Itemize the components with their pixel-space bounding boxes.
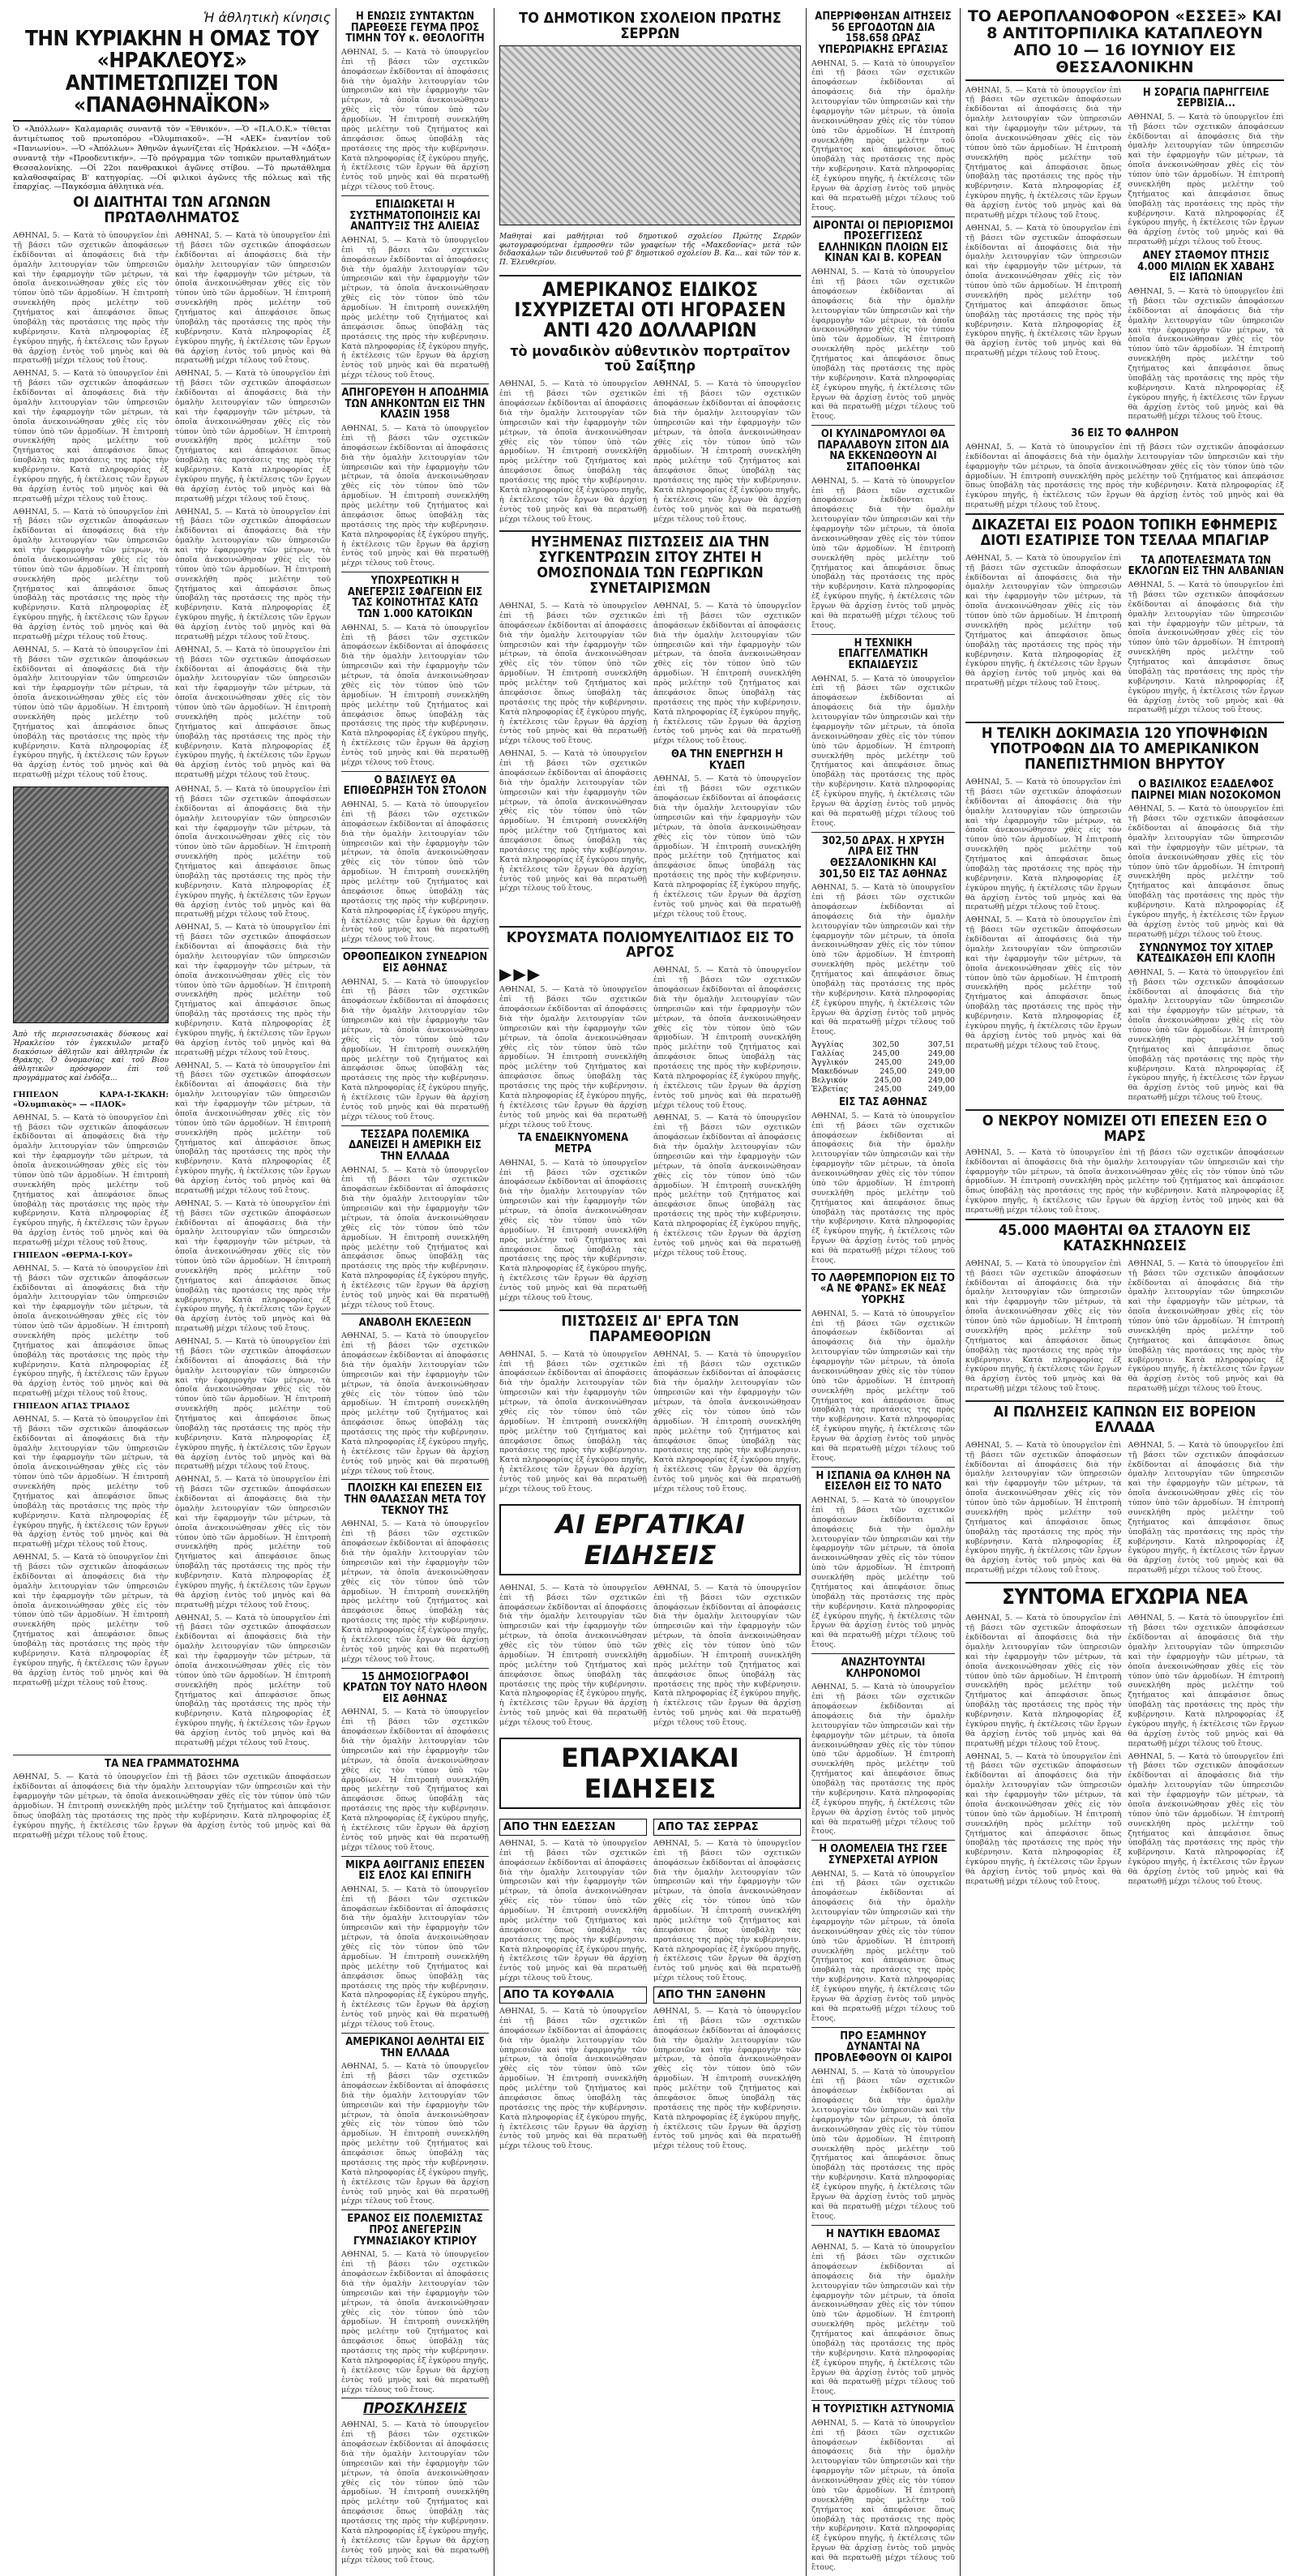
kicker: Ἡ ἀθλητικὴ κίνησις	[203, 10, 331, 25]
price-cell: 249,00	[927, 1085, 955, 1095]
price-cell: 245,00	[880, 1067, 907, 1077]
headline-polio: ΚΡΟΥΣΜΑΤΑ ΠΟΛΙΟΜΥΕΛΙΤΙΔΟΣ ΕΙΣ ΤΟ ΑΡΓΟΣ	[506, 928, 794, 962]
headline-shakespeare: ΑΜΕΡΙΚΑΝΟΣ ΕΙΔΙΚΟΣ ΙΣΧΥΡΙΖΕΤΑΙ ΟΤΙ ΗΓΟΡΑΣΕΝ ΑΝΤΙ 420 ΔΟΛΛΑΡΙΩΝ	[514, 277, 786, 342]
column-news-4: ΑΠΕΡΡΙΦΘΗΣΑΝ ΑΙΤΗΣΕΙΣ 56 ΕΡΓΟΔΟΤΩΝ ΔΙΑ 158.658 ΩΡΑΣ ΥΠΕΡΩΡΙΑΚΗΣ ΕΡΓΑΣΙΑΣ ΑΘΗΝΑΙ, 5. — Κατὰ τὸ ὑπουργεῖον ἐπὶ τῇ βάσει τῶν σχετικῶν ἀποφάσεων ἐκδίδονται αἱ ἀποφάσεις διὰ τὴν ὁμαλὴν λειτουργίαν τῶν ὑπηρεσιῶν καὶ τὴν ἐφαρμογὴν τῶν μέτρων, τὰ ὁποῖα ἀνεκοινώθησαν χθὲς εἰς τὸν τύπον ὑπὸ τῶν ἀρμοδίων. Ἡ ἐπιτροπὴ συνεκλήθη πρὸς μελέτην τοῦ ζητήματος καὶ ἀπεφάσισε ὅπως ὑποβάλῃ τὰς προτάσεις της πρὸς τὴν κυβέρνησιν. Κατὰ πληροφορίας ἐξ ἐγκύρου πηγῆς, ἡ ἐκτέλεσις τῶν ἔργων θὰ ἀρχίσῃ ἐντὸς τοῦ μηνὸς καὶ θὰ περατωθῇ μέχρι τέλους τοῦ ἔτους. ΑΙΡΟΝΤΑΙ ΟΙ ΠΕΡΙΟΡΙΣΜΟΙ ΠΡΟΣΕΓΓΙΣΕΩΣ ΕΛΛΗΝΙΚΩΝ ΠΛΟΙΩΝ ΕΙΣ ΚΙΝΑΝ ΚΑΙ Β. ΚΟΡΕΑΝ ΑΘΗΝΑΙ, 5. — Κατὰ τὸ ὑπουργεῖον ἐπὶ τῇ βάσει τῶν σχετικῶν ἀποφάσεων ἐκδίδονται αἱ ἀποφάσεις διὰ τὴν ὁμαλὴν λειτουργίαν τῶν ὑπηρεσιῶν καὶ τὴν ἐφαρμογὴν τῶν μέτρων, τὰ ὁποῖα ἀνεκοινώθησαν χθὲς εἰς τὸν τύπον ὑπὸ τῶν ἀρμοδίων. Ἡ ἐπιτροπὴ συνεκλήθη πρὸς μελέτην τοῦ ζητήματος καὶ ἀπεφάσισε ὅπως ὑποβάλῃ τὰς προτάσεις της πρὸς τὴν κυβέρνησιν. Κατὰ πληροφορίας ἐξ ἐγκύρου πηγῆς, ἡ ἐκτέλεσις τῶν ἔργων θὰ ἀρχίσῃ ἐντὸς τοῦ μηνὸς καὶ θὰ περατωθῇ μέχρι τέλους τοῦ ἔτους. ΟΙ ΚΥΛΙΝΔΡΟΜΥΛΟΙ ΘΑ ΠΑΡΑΛΑΒΟΥΝ ΣΙΤΟΝ ΔΙΑ ΝΑ ΕΚΚΕΝΩΘΟΥΝ ΑΙ ΣΙΤΑΠΟΘΗΚΑΙ ΑΘΗΝΑΙ, 5. — Κατὰ τὸ ὑπουργεῖον ἐπὶ τῇ βάσει τῶν σχετικῶν ἀποφάσεων ἐκδίδονται αἱ ἀποφάσεις διὰ τὴν ὁμαλὴν λειτουργίαν τῶν ὑπηρεσιῶν καὶ τὴν ἐφαρμογὴν τῶν μέτρων, τὰ ὁποῖα ἀνεκοινώθησαν χθὲς εἰς τὸν τύπον ὑπὸ τῶν ἀρμοδίων. Ἡ ἐπιτροπὴ συνεκλήθη πρὸς μελέτην τοῦ ζητήματος καὶ ἀπεφάσισε ὅπως ὑποβάλῃ τὰς προτάσεις της πρὸς τὴν κυβέρνησιν. Κατὰ πληροφορίας ἐξ ἐγκύρου πηγῆς, ἡ ἐκτέλεσις τῶν ἔργων θὰ ἀρχίσῃ ἐντὸς τοῦ μηνὸς καὶ θὰ περατωθῇ μέχρι τέλους τοῦ ἔτους. Η ΤΕΧΝΙΚΗ ΕΠΑΓΓΕΛΜΑΤΙΚΗ ΕΚΠΑΙΔΕΥΣΙΣ ΑΘΗΝΑΙ, 5. — Κατὰ τὸ ὑπουργεῖον ἐπὶ τῇ βάσει τῶν σχετικῶν ἀποφάσεων ἐκδίδονται αἱ ἀποφάσεις διὰ τὴν ὁμαλὴν λειτουργίαν τῶν ὑπηρεσιῶν καὶ τὴν ἐφαρμογὴν τῶν μέτρων, τὰ ὁποῖα ἀνεκοινώθησαν χθὲς εἰς τὸν τύπον ὑπὸ τῶν ἀρμοδίων. Ἡ ἐπιτροπὴ συνεκλήθη πρὸς μελέτην τοῦ ζητήματος καὶ ἀπεφάσισε ὅπως ὑποβάλῃ τὰς προτάσεις της πρὸς τὴν κυβέρνησιν. Κατὰ πληροφορίας ἐξ ἐγκύρου πηγῆς, ἡ ἐκτέλεσις τῶν ἔργων θὰ ἀρχίσῃ ἐντὸς τοῦ μηνὸς καὶ θὰ περατωθῇ μέχρι τέλους τοῦ ἔτους. 302,50 ΔΡΑΧ. Η ΧΡΥΣΗ ΛΙΡΑ ΕΙΣ ΤΗΝ ΘΕΣΣΑΛΟΝΙΚΗΝ ΚΑΙ 301,50 ΕΙΣ ΤΑΣ ΑΘΗΝΑΣ ΑΘΗΝΑΙ, 5. — Κατὰ τὸ ὑπουργεῖον ἐπὶ τῇ βάσει τῶν σχετικῶν ἀποφάσεων ἐκδίδονται αἱ ἀποφάσεις διὰ τὴν ὁμαλὴν λειτουργίαν τῶν ὑπηρεσιῶν καὶ τὴν ἐφαρμογὴν τῶν μέτρων, τὰ ὁποῖα ἀνεκοινώθησαν χθὲς εἰς τὸν τύπον ὑπὸ τῶν ἀρμοδίων. Ἡ ἐπιτροπὴ συνεκλήθη πρὸς μελέτην τοῦ ζητήματος καὶ ἀπεφάσισε ὅπως ὑποβάλῃ τὰς προτάσεις της πρὸς τὴν κυβέρνησιν. Κατὰ πληροφορίας ἐξ ἐγκύρου πηγῆς, ἡ ἐκτέλεσις τῶν ἔργων θὰ ἀρχίσῃ ἐντὸς τοῦ μηνὸς καὶ θὰ περατωθῇ μέχρι τέλους τοῦ ἔτους. Ἀγγλίας 302,50 307,51 Γαλλίας 245,00 249,00 Ἀγγλικόν 245,00 249,00 Μακεδόνων 245,00 249,00 Βελγικόν 245,00 249,00 Ἑλβετίας 245,00 249,00 ΕΙΣ ΤΑΣ ΑΘΗΝΑΣ ΑΘΗΝΑΙ, 5. — Κατὰ τὸ ὑπουργεῖον ἐπὶ τῇ βάσει τῶν σχετικῶν ἀποφάσεων ἐκδίδονται αἱ ἀποφάσεις διὰ τὴν ὁμαλὴν λειτουργίαν τῶν ὑπηρεσιῶν καὶ τὴν ἐφαρμογὴν τῶν μέτρων, τὰ ὁποῖα ἀνεκοινώθησαν χθὲς εἰς τὸν τύπον ὑπὸ τῶν ἀρμοδίων. Ἡ ἐπιτροπὴ συνεκλήθη πρὸς μελέτην τοῦ ζητήματος καὶ ἀπεφάσισε ὅπως ὑποβάλῃ τὰς προτάσεις της πρὸς τὴν κυβέρνησιν. Κατὰ πληροφορίας ἐξ ἐγκύρου πηγῆς, ἡ ἐκτέλεσις τῶν ἔργων θὰ ἀρχίσῃ ἐντὸς τοῦ μηνὸς καὶ θὰ περατωθῇ μέχρι τέλους τοῦ ἔτους. ΤΟ ΛΑΘΡΕΜΠΟΡΙΟΝ ΕΙΣ ΤΟ «Α ΝΕ ΦΡΑΝΣ» ΕΚ ΝΕΑΣ ΥΟΡΚΗΣ ΑΘΗΝΑΙ, 5. — Κατὰ τὸ ὑπουργεῖον ἐπὶ τῇ βάσει τῶν σχετικῶν ἀποφάσεων ἐκδίδονται αἱ ἀποφάσεις διὰ τὴν ὁμαλὴν λειτουργίαν τῶν ὑπηρεσιῶν καὶ τὴν ἐφαρμογὴν τῶν μέτρων, τὰ ὁποῖα ἀνεκοινώθησαν χθὲς εἰς τὸν τύπον ὑπὸ τῶν ἀρμοδίων. Ἡ ἐπιτροπὴ συνεκλήθη πρὸς μελέτην τοῦ ζητήματος καὶ ἀπεφάσισε ὅπως ὑποβάλῃ τὰς προτάσεις της πρὸς τὴν κυβέρνησιν. Κατὰ πληροφορίας ἐξ ἐγκύρου πηγῆς, ἡ ἐκτέλεσις τῶν ἔργων θὰ ἀρχίσῃ ἐντὸς τοῦ μηνὸς καὶ θὰ περατωθῇ μέχρι τέλους τοῦ ἔτους. Η ΙΣΠΑΝΙΑ ΘΑ ΚΛΗΘΗ ΝΑ ΕΙΣΕΛΘΗ ΕΙΣ ΤΟ ΝΑΤΟ ΑΘΗΝΑΙ, 5. — Κατὰ τὸ ὑπουργεῖον ἐπὶ τῇ βάσει τῶν σχετικῶν ἀποφάσεων ἐκδίδονται αἱ ἀποφάσεις διὰ τὴν ὁμαλὴν λειτουργίαν τῶν ὑπηρεσιῶν καὶ τὴν ἐφαρμογὴν τῶν μέτρων, τὰ ὁποῖα ἀνεκοινώθησαν χθὲς εἰς τὸν τύπον ὑπὸ τῶν ἀρμοδίων. Ἡ ἐπιτροπὴ συνεκλήθη πρὸς μελέτην τοῦ ζητήματος καὶ ἀπεφάσισε ὅπως ὑποβάλῃ τὰς προτάσεις της πρὸς τὴν κυβέρνησιν. Κατὰ πληροφορίας ἐξ ἐγκύρου πηγῆς, ἡ ἐκτέλεσις τῶν ἔργων θὰ ἀρχίσῃ ἐντὸς τοῦ μηνὸς καὶ θὰ περατωθῇ μέχρι τέλους τοῦ ἔτους. ΑΝΑΖΗΤΟΥΝΤΑΙ ΚΛΗΡΟΝΟΜΟΙ ΑΘΗΝΑΙ, 5. — Κατὰ τὸ ὑπουργεῖον ἐπὶ τῇ βάσει τῶν σχετικῶν ἀποφάσεων ἐκδίδονται αἱ ἀποφάσεις διὰ τὴν ὁμαλὴν λειτουργίαν τῶν ὑπηρεσιῶν καὶ τὴν ἐφαρμογὴν τῶν μέτρων, τὰ ὁποῖα ἀνεκοινώθησαν χθὲς εἰς τὸν τύπον ὑπὸ τῶν ἀρμοδίων. Ἡ ἐπιτροπὴ συνεκλήθη πρὸς μελέτην τοῦ ζητήματος καὶ ἀπεφάσισε ὅπως ὑποβάλῃ τὰς προτάσεις της πρὸς τὴν κυβέρνησιν. Κατὰ πληροφορίας ἐξ ἐγκύρου πηγῆς, ἡ ἐκτέλεσις τῶν ἔργων θὰ ἀρχίσῃ ἐντὸς τοῦ μηνὸς καὶ θὰ περατωθῇ μέχρι τέλους τοῦ ἔτους. Η ΟΛΟΜΕΛΕΙΑ ΤΗΣ ΓΣΕΕ ΣΥΝΕΡΧΕΤΑΙ ΑΥΡΙΟΝ ΑΘΗΝΑΙ, 5. — Κατὰ τὸ ὑπουργεῖον ἐπὶ τῇ βάσει τῶν σχετικῶν ἀποφάσεων ἐκδίδονται αἱ ἀποφάσεις διὰ τὴν ὁμαλὴν λειτουργίαν τῶν ὑπηρεσιῶν καὶ τὴν ἐφαρμογὴν τῶν μέτρων, τὰ ὁποῖα ἀνεκοινώθησαν χθὲς εἰς τὸν τύπον ὑπὸ τῶν ἀρμοδίων. Ἡ ἐπιτροπὴ συνεκλήθη πρὸς μελέτην τοῦ ζητήματος καὶ ἀπεφάσισε ὅπως ὑποβάλῃ τὰς προτάσεις της πρὸς τὴν κυβέρνησιν. Κατὰ πληροφορίας ἐξ ἐγκύρου πηγῆς, ἡ ἐκτέλεσις τῶν ἔργων θὰ ἀρχίσῃ ἐντὸς τοῦ μηνὸς καὶ θὰ περατωθῇ μέχρι τέλους τοῦ ἔτους. ΠΡΟ ΕΞΑΜΗΝΟΥ ΔΥΝΑΝΤΑΙ ΝΑ ΠΡΟΒΛΕΦΘΟΥΝ ΟΙ ΚΑΙΡΟΙ ΑΘΗΝΑΙ, 5. — Κατὰ τὸ ὑπουργεῖον ἐπὶ τῇ βάσει τῶν σχετικῶν ἀποφάσεων ἐκδίδονται αἱ ἀποφάσεις διὰ τὴν ὁμαλὴν λειτουργίαν τῶν ὑπηρεσιῶν καὶ τὴν ἐφαρμογὴν τῶν μέτρων, τὰ ὁποῖα ἀνεκοινώθησαν χθὲς εἰς τὸν τύπον ὑπὸ τῶν ἀρμοδίων. Ἡ ἐπιτροπὴ συνεκλήθη πρὸς μελέτην τοῦ ζητήματος καὶ ἀπεφάσισε ὅπως ὑποβάλῃ τὰς προτάσεις της πρὸς τὴν κυβέρνησιν. Κατὰ πληροφορίας ἐξ ἐγκύρου πηγῆς, ἡ ἐκτέλεσις τῶν ἔργων θὰ ἀρχίσῃ ἐντὸς τοῦ μηνὸς καὶ θὰ περατωθῇ μέχρι τέλους τοῦ ἔτους. Η ΝΑΥΤΙΚΗ ΕΒΔΟΜΑΣ ΑΘΗΝΑΙ, 5. — Κατὰ τὸ ὑπουργεῖον ἐπὶ τῇ βάσει τῶν σχετικῶν ἀποφάσεων ἐκδίδονται αἱ ἀποφάσεις διὰ τὴν ὁμαλὴν λειτουργίαν τῶν ὑπηρεσιῶν καὶ τὴν ἐφαρμογὴν τῶν μέτρων, τὰ ὁποῖα ἀνεκοινώθησαν χθὲς εἰς τὸν τύπον ὑπὸ τῶν ἀρμοδίων. Ἡ ἐπιτροπὴ συνεκλήθη πρὸς μελέτην τοῦ ζητήματος καὶ ἀπεφάσισε ὅπως ὑποβάλῃ τὰς προτάσεις της πρὸς τὴν κυβέρνησιν. Κατὰ πληροφορίας ἐξ ἐγκύρου πηγῆς, ἡ ἐκτέλεσις τῶν ἔργων θὰ ἀρχίσῃ ἐντὸς τοῦ μηνὸς καὶ θὰ περατωθῇ μέχρι τέλους τοῦ ἔτους. Η ΤΟΥΡΙΣΤΙΚΗ ΑΣΤΥΝΟΜΙΑ ΑΘΗΝΑΙ, 5. — Κατὰ τὸ ὑπουργεῖον ἐπὶ τῇ βάσει τῶν σχετικῶν ἀποφάσεων ἐκδίδονται αἱ ἀποφάσεις διὰ τὴν ὁμαλὴν λειτουργίαν τῶν ὑπηρεσιῶν καὶ τὴν ἐφαρμογὴν τῶν μέτρων, τὰ ὁποῖα ἀνεκοινώθησαν χθὲς εἰς τὸν τύπον ὑπὸ τῶν ἀρμοδίων. Ἡ ἐπιτροπὴ συνεκλήθη πρὸς μελέτην τοῦ ζητήματος καὶ ἀπεφάσισε ὅπως ὑποβάλῃ τὰς προτάσεις της πρὸς τὴν κυβέρνησιν. Κατὰ πληροφορίας ἐξ ἐγκύρου πηγῆς, ἡ ἐκτέλεσις τῶν ἔργων θὰ ἀρχίσῃ ἐντὸς τοῦ μηνὸς καὶ θὰ περατωθῇ μέχρι τέλους τοῦ ἔτους.	[807, 8, 961, 2576]
headline: ΟΡΘΟΠΕΔΙΚΟΝ ΣΥΝΕΔΡΙΟΝ ΕΙΣ ΑΘΗΝΑΣ	[342, 951, 488, 975]
column-sports: Ἡ ἀθλητικὴ κίνησις ΤΗΝ ΚΥΡΙΑΚΗΝ Η ΟΜΑΣ ΤΟΥ «ΗΡΑΚΛΕΟΥΣ» ΑΝΤΙΜΕΤΩΠΙΖΕΙ ΤΟΝ «ΠΑΝΑΘΗΝΑΪΚΟΝ» Ὁ «Ἀπόλλων» Καλαμαριᾶς συναντᾷ τὸν «Ἐθνικόν». —Ὁ «Π.Α.Ο.Κ.» τίθεται ἀντιμέτωπος τοῦ πρωτοπόρου «Ὀλυμπιακοῦ». —Ἡ «ΑΕΚ» ἐναντίον τοῦ «Πανιωνίου». —Ὁ «Ἀπόλλων» Ἀθηνῶν ἀγωνίζεται εἰς Ἡράκλειον. —Ἡ «Δόξα» συναντᾷ τὴν «Προοδευτικήν». —Τὸ πρόγραμμα τῶν τοπικῶν πρωταθλημάτων Θεσσαλονίκης. —Οἱ 22οι πανθρακικοὶ ἀγῶνες στίβου. —Τὸ πρωτάθλημα καλαθοσφαίρας Β' κατηγορίας. —Οἱ φιλικοὶ ἀγῶνες τῆς πόλεως καὶ τῆς ἐπαρχίας. —Παγκόσμια ἀθλητικὰ νέα. ΟΙ ΔΙΑΙΤΗΤΑΙ ΤΩΝ ΑΓΩΝΩΝ ΠΡΩΤΑΘΛΗΜΑΤΟΣ ΑΘΗΝΑΙ, 5. — Κατὰ τὸ ὑπουργεῖον ἐπὶ τῇ βάσει τῶν σχετικῶν ἀποφάσεων ἐκδίδονται αἱ ἀποφάσεις διὰ τὴν ὁμαλὴν λειτουργίαν τῶν ὑπηρεσιῶν καὶ τὴν ἐφαρμογὴν τῶν μέτρων, τὰ ὁποῖα ἀνεκοινώθησαν χθὲς εἰς τὸν τύπον ὑπὸ τῶν ἀρμοδίων. Ἡ ἐπιτροπὴ συνεκλήθη πρὸς μελέτην τοῦ ζητήματος καὶ ἀπεφάσισε ὅπως ὑποβάλῃ τὰς προτάσεις της πρὸς τὴν κυβέρνησιν. Κατὰ πληροφορίας ἐξ ἐγκύρου πηγῆς, ἡ ἐκτέλεσις τῶν ἔργων θὰ ἀρχίσῃ ἐντὸς τοῦ μηνὸς καὶ θὰ περατωθῇ μέχρι τέλους τοῦ ἔτους. ΑΘΗΝΑΙ, 5. — Κατὰ τὸ ὑπουργεῖον ἐπὶ τῇ βάσει τῶν σχετικῶν ἀποφάσεων ἐκδίδονται αἱ ἀποφάσεις διὰ τὴν ὁμαλὴν λειτουργίαν τῶν ὑπηρεσιῶν καὶ τὴν ἐφαρμογὴν τῶν μέτρων, τὰ ὁποῖα ἀνεκοινώθησαν χθὲς εἰς τὸν τύπον ὑπὸ τῶν ἀρμοδίων. Ἡ ἐπιτροπὴ συνεκλήθη πρὸς μελέτην τοῦ ζητήματος καὶ ἀπεφάσισε ὅπως ὑποβάλῃ τὰς προτάσεις της πρὸς τὴν κυβέρνησιν. Κατὰ πληροφορίας ἐξ ἐγκύρου πηγῆς, ἡ ἐκτέλεσις τῶν ἔργων θὰ ἀρχίσῃ ἐντὸς τοῦ μηνὸς καὶ θὰ περατωθῇ μέχρι τέλους τοῦ ἔτους. ΑΘΗΝΑΙ, 5. — Κατὰ τὸ ὑπουργεῖον ἐπὶ τῇ βάσει τῶν σχετικῶν ἀποφάσεων ἐκδίδονται αἱ ἀποφάσεις διὰ τὴν ὁμαλὴν λειτουργίαν τῶν ὑπηρεσιῶν καὶ τὴν ἐφαρμογὴν τῶν μέτρων, τὰ ὁποῖα ἀνεκοινώθησαν χθὲς εἰς τὸν τύπον ὑπὸ τῶν ἀρμοδίων. Ἡ ἐπιτροπὴ συνεκλήθη πρὸς μελέτην τοῦ ζητήματος καὶ ἀπεφάσισε ὅπως ὑποβάλῃ τὰς προτάσεις της πρὸς τὴν κυβέρνησιν. Κατὰ πληροφορίας ἐξ ἐγκύρου πηγῆς, ἡ ἐκτέλεσις τῶν ἔργων θὰ ἀρχίσῃ ἐντὸς τοῦ μηνὸς καὶ θὰ περατωθῇ μέχρι τέλους τοῦ ἔτους. ΑΘΗΝΑΙ, 5. — Κατὰ τὸ ὑπουργεῖον ἐπὶ τῇ βάσει τῶν σχετικῶν ἀποφάσεων ἐκδίδονται αἱ ἀποφάσεις διὰ τὴν ὁμαλὴν λειτουργίαν τῶν ὑπηρεσιῶν καὶ τὴν ἐφαρμογὴν τῶν μέτρων, τὰ ὁποῖα ἀνεκοινώθησαν χθὲς εἰς τὸν τύπον ὑπὸ τῶν ἀρμοδίων. Ἡ ἐπιτροπὴ συνεκλήθη πρὸς μελέτην τοῦ ζητήματος καὶ ἀπεφάσισε ὅπως ὑποβάλῃ τὰς προτάσεις της πρὸς τὴν κυβέρνησιν. Κατὰ πληροφορίας ἐξ ἐγκύρου πηγῆς, ἡ ἐκτέλεσις τῶν ἔργων θὰ ἀρχίσῃ ἐντὸς τοῦ μηνὸς καὶ θὰ περατωθῇ μέχρι τέλους τοῦ ἔτους. ΑΘΗΝΑΙ, 5. — Κατὰ τὸ ὑπουργεῖον ἐπὶ τῇ βάσει τῶν σχετικῶν ἀποφάσεων ἐκδίδονται αἱ ἀποφάσεις διὰ τὴν ὁμαλὴν λειτουργίαν τῶν ὑπηρεσιῶν καὶ τὴν ἐφαρμογὴν τῶν μέτρων, τὰ ὁποῖα ἀνεκοινώθησαν χθὲς εἰς τὸν τύπον ὑπὸ τῶν ἀρμοδίων. Ἡ ἐπιτροπὴ συνεκλήθη πρὸς μελέτην τοῦ ζητήματος καὶ ἀπεφάσισε ὅπως ὑποβάλῃ τὰς προτάσεις της πρὸς τὴν κυβέρνησιν. Κατὰ πληροφορίας ἐξ ἐγκύρου πηγῆς, ἡ ἐκτέλεσις τῶν ἔργων θὰ ἀρχίσῃ ἐντὸς τοῦ μηνὸς καὶ θὰ περατωθῇ μέχρι τέλους τοῦ ἔτους. ΑΘΗΝΑΙ, 5. — Κατὰ τὸ ὑπουργεῖον ἐπὶ τῇ βάσει τῶν σχετικῶν ἀποφάσεων ἐκδίδονται αἱ ἀποφάσεις διὰ τὴν ὁμαλὴν λειτουργίαν τῶν ὑπηρεσιῶν καὶ τὴν ἐφαρμογὴν τῶν μέτρων, τὰ ὁποῖα ἀνεκοινώθησαν χθὲς εἰς τὸν τύπον ὑπὸ τῶν ἀρμοδίων. Ἡ ἐπιτροπὴ συνεκλήθη πρὸς μελέτην τοῦ ζητήματος καὶ ἀπεφάσισε ὅπως ὑποβάλῃ τὰς προτάσεις της πρὸς τὴν κυβέρνησιν. Κατὰ πληροφορίας ἐξ ἐγκύρου πηγῆς, ἡ ἐκτέλεσις τῶν ἔργων θὰ ἀρχίσῃ ἐντὸς τοῦ μηνὸς καὶ θὰ περατωθῇ μέχρι τέλους τοῦ ἔτους. ΑΘΗΝΑΙ, 5. — Κατὰ τὸ ὑπουργεῖον ἐπὶ τῇ βάσει τῶν σχετικῶν ἀποφάσεων ἐκδίδονται αἱ ἀποφάσεις διὰ τὴν ὁμαλὴν λειτουργίαν τῶν ὑπηρεσιῶν καὶ τὴν ἐφαρμογὴν τῶν μέτρων, τὰ ὁποῖα ἀνεκοινώθησαν χθὲς εἰς τὸν τύπον ὑπὸ τῶν ἀρμοδίων. Ἡ ἐπιτροπὴ συνεκλήθη πρὸς μελέτην τοῦ ζητήματος καὶ ἀπεφάσισε ὅπως ὑποβάλῃ τὰς προτάσεις της πρὸς τὴν κυβέρνησιν. Κατὰ πληροφορίας ἐξ ἐγκύρου πηγῆς, ἡ ἐκτέλεσις τῶν ἔργων θὰ ἀρχίσῃ ἐντὸς τοῦ μηνὸς καὶ θὰ περατωθῇ μέχρι τέλους τοῦ ἔτους. ΑΘΗΝΑΙ, 5. — Κατὰ τὸ ὑπουργεῖον ἐπὶ τῇ βάσει τῶν σχετικῶν ἀποφάσεων ἐκδίδονται αἱ ἀποφάσεις διὰ τὴν ὁμαλὴν λειτουργίαν τῶν ὑπηρεσιῶν καὶ τὴν ἐφαρμογὴν τῶν μέτρων, τὰ ὁποῖα ἀνεκοινώθησαν χθὲς εἰς τὸν τύπον ὑπὸ τῶν ἀρμοδίων. Ἡ ἐπιτροπὴ συνεκλήθη πρὸς μελέτην τοῦ ζητήματος καὶ ἀπεφάσισε ὅπως ὑποβάλῃ τὰς προτάσεις της πρὸς τὴν κυβέρνησιν. Κατὰ πληροφορίας ἐξ ἐγκύρου πηγῆς, ἡ ἐκτέλεσις τῶν ἔργων θὰ ἀρχίσῃ ἐντὸς τοῦ μηνὸς καὶ θὰ περατωθῇ μέχρι τέλους τοῦ ἔτους. Ἀπὸ τῆς περισσευσιακὰς δύσκους καὶ Ἡρακλείου τὸν ἐγκεκυλῶν μεταξὺ διακόσιων ἀθλητῶν καὶ ἀθλητριῶν ἐκ Θράκης. Ὁ ὀνομασίας καὶ τοῦ Βίου ἀθλητικῶν πρόσφορον ἐπὶ τοῦ προγράμματος καὶ ἐνδόξα... ΓΗΠΕΔΟΝ ΚΑΡΑ-Ι-ΣΚΑΚΗ: «Ὀλυμπιακὸς» — «ΠΑΟΚ» ΑΘΗΝΑΙ, 5. — Κατὰ τὸ ὑπουργεῖον ἐπὶ τῇ βάσει τῶν σχετικῶν ἀποφάσεων ἐκδίδονται αἱ ἀποφάσεις διὰ τὴν ὁμαλὴν λειτουργίαν τῶν ὑπηρεσιῶν καὶ τὴν ἐφαρμογὴν τῶν μέτρων, τὰ ὁποῖα ἀνεκοινώθησαν χθὲς εἰς τὸν τύπον ὑπὸ τῶν ἀρμοδίων. Ἡ ἐπιτροπὴ συνεκλήθη πρὸς μελέτην τοῦ ζητήματος καὶ ἀπεφάσισε ὅπως ὑποβάλῃ τὰς προτάσεις της πρὸς τὴν κυβέρνησιν. Κατὰ πληροφορίας ἐξ ἐγκύρου πηγῆς, ἡ ἐκτέλεσις τῶν ἔργων θὰ ἀρχίσῃ ἐντὸς τοῦ μηνὸς καὶ θὰ περατωθῇ μέχρι τέλους τοῦ ἔτους. ΓΗΠΕΔΟΝ «ΘΕΡΜΑ-Ι-ΚΟΥ» ΑΘΗΝΑΙ, 5. — Κατὰ τὸ ὑπουργεῖον ἐπὶ τῇ βάσει τῶν σχετικῶν ἀποφάσεων ἐκδίδονται αἱ ἀποφάσεις διὰ τὴν ὁμαλὴν λειτουργίαν τῶν ὑπηρεσιῶν καὶ τὴν ἐφαρμογὴν τῶν μέτρων, τὰ ὁποῖα ἀνεκοινώθησαν χθὲς εἰς τὸν τύπον ὑπὸ τῶν ἀρμοδίων. Ἡ ἐπιτροπὴ συνεκλήθη πρὸς μελέτην τοῦ ζητήματος καὶ ἀπεφάσισε ὅπως ὑποβάλῃ τὰς προτάσεις της πρὸς τὴν κυβέρνησιν. Κατὰ πληροφορίας ἐξ ἐγκύρου πηγῆς, ἡ ἐκτέλεσις τῶν ἔργων θὰ ἀρχίσῃ ἐντὸς τοῦ μηνὸς καὶ θὰ περατωθῇ μέχρι τέλους τοῦ ἔτους. ΓΗΠΕΔΟΝ ΑΓΙΑΣ ΤΡΙΑΔΟΣ ΑΘΗΝΑΙ, 5. — Κατὰ τὸ ὑπουργεῖον ἐπὶ τῇ βάσει τῶν σχετικῶν ἀποφάσεων ἐκδίδονται αἱ ἀποφάσεις διὰ τὴν ὁμαλὴν λειτουργίαν τῶν ὑπηρεσιῶν καὶ τὴν ἐφαρμογὴν τῶν μέτρων, τὰ ὁποῖα ἀνεκοινώθησαν χθὲς εἰς τὸν τύπον ὑπὸ τῶν ἀρμοδίων. Ἡ ἐπιτροπὴ συνεκλήθη πρὸς μελέτην τοῦ ζητήματος καὶ ἀπεφάσισε ὅπως ὑποβάλῃ τὰς προτάσεις της πρὸς τὴν κυβέρνησιν. Κατὰ πληροφορίας ἐξ ἐγκύρου πηγῆς, ἡ ἐκτέλεσις τῶν ἔργων θὰ ἀρχίσῃ ἐντὸς τοῦ μηνὸς καὶ θὰ περατωθῇ μέχρι τέλους τοῦ ἔτους. ΑΘΗΝΑΙ, 5. — Κατὰ τὸ ὑπουργεῖον ἐπὶ τῇ βάσει τῶν σχετικῶν ἀποφάσεων ἐκδίδονται αἱ ἀποφάσεις διὰ τὴν ὁμαλὴν λειτουργίαν τῶν ὑπηρεσιῶν καὶ τὴν ἐφαρμογὴν τῶν μέτρων, τὰ ὁποῖα ἀνεκοινώθησαν χθὲς εἰς τὸν τύπον ὑπὸ τῶν ἀρμοδίων. Ἡ ἐπιτροπὴ συνεκλήθη πρὸς μελέτην τοῦ ζητήματος καὶ ἀπεφάσισε ὅπως ὑποβάλῃ τὰς προτάσεις της πρὸς τὴν κυβέρνησιν. Κατὰ πληροφορίας ἐξ ἐγκύρου πηγῆς, ἡ ἐκτέλεσις τῶν ἔργων θὰ ἀρχίσῃ ἐντὸς τοῦ μηνὸς καὶ θὰ περατωθῇ μέχρι τέλους τοῦ ἔτους. ΑΘΗΝΑΙ, 5. — Κατὰ τὸ ὑπουργεῖον ἐπὶ τῇ βάσει τῶν σχετικῶν ἀποφάσεων ἐκδίδονται αἱ ἀποφάσεις διὰ τὴν ὁμαλὴν λειτουργίαν τῶν ὑπηρεσιῶν καὶ τὴν ἐφαρμογὴν τῶν μέτρων, τὰ ὁποῖα ἀνεκοινώθησαν χθὲς εἰς τὸν τύπον ὑπὸ τῶν ἀρμοδίων. Ἡ ἐπιτροπὴ συνεκλήθη πρὸς μελέτην τοῦ ζητήματος καὶ ἀπεφάσισε ὅπως ὑποβάλῃ τὰς προτάσεις της πρὸς τὴν κυβέρνησιν. Κατὰ πληροφορίας ἐξ ἐγκύρου πηγῆς, ἡ ἐκτέλεσις τῶν ἔργων θὰ ἀρχίσῃ ἐντὸς τοῦ μηνὸς καὶ θὰ περατωθῇ μέχρι τέλους τοῦ ἔτους. ΑΘΗΝΑΙ, 5. — Κατὰ τὸ ὑπουργεῖον ἐπὶ τῇ βάσει τῶν σχετικῶν ἀποφάσεων ἐκδίδονται αἱ ἀποφάσεις διὰ τὴν ὁμαλὴν λειτουργίαν τῶν ὑπηρεσιῶν καὶ τὴν ἐφαρμογὴν τῶν μέτρων, τὰ ὁποῖα ἀνεκοινώθησαν χθὲς εἰς τὸν τύπον ὑπὸ τῶν ἀρμοδίων. Ἡ ἐπιτροπὴ συνεκλήθη πρὸς μελέτην τοῦ ζητήματος καὶ ἀπεφάσισε ὅπως ὑποβάλῃ τὰς προτάσεις της πρὸς τὴν κυβέρνησιν. Κατὰ πληροφορίας ἐξ ἐγκύρου πηγῆς, ἡ ἐκτέλεσις τῶν ἔργων θὰ ἀρχίσῃ ἐντὸς τοῦ μηνὸς καὶ θὰ περατωθῇ μέχρι τέλους τοῦ ἔτους. ΑΘΗΝΑΙ, 5. — Κατὰ τὸ ὑπουργεῖον ἐπὶ τῇ βάσει τῶν σχετικῶν ἀποφάσεων ἐκδίδονται αἱ ἀποφάσεις διὰ τὴν ὁμαλὴν λειτουργίαν τῶν ὑπηρεσιῶν καὶ τὴν ἐφαρμογὴν τῶν μέτρων, τὰ ὁποῖα ἀνεκοινώθησαν χθὲς εἰς τὸν τύπον ὑπὸ τῶν ἀρμοδίων. Ἡ ἐπιτροπὴ συνεκλήθη πρὸς μελέτην τοῦ ζητήματος καὶ ἀπεφάσισε ὅπως ὑποβάλῃ τὰς προτάσεις της πρὸς τὴν κυβέρνησιν. Κατὰ πληροφορίας ἐξ ἐγκύρου πηγῆς, ἡ ἐκτέλεσις τῶν ἔργων θὰ ἀρχίσῃ ἐντὸς τοῦ μηνὸς καὶ θὰ περατωθῇ μέχρι τέλους τοῦ ἔτους. ΑΘΗΝΑΙ, 5. — Κατὰ τὸ ὑπουργεῖον ἐπὶ τῇ βάσει τῶν σχετικῶν ἀποφάσεων ἐκδίδονται αἱ ἀποφάσεις διὰ τὴν ὁμαλὴν λειτουργίαν τῶν ὑπηρεσιῶν καὶ τὴν ἐφαρμογὴν τῶν μέτρων, τὰ ὁποῖα ἀνεκοινώθησαν χθὲς εἰς τὸν τύπον ὑπὸ τῶν ἀρμοδίων. Ἡ ἐπιτροπὴ συνεκλήθη πρὸς μελέτην τοῦ ζητήματος καὶ ἀπεφάσισε ὅπως ὑποβάλῃ τὰς προτάσεις της πρὸς τὴν κυβέρνησιν. Κατὰ πληροφορίας ἐξ ἐγκύρου πηγῆς, ἡ ἐκτέλεσις τῶν ἔργων θὰ ἀρχίσῃ ἐντὸς τοῦ μηνὸς καὶ θὰ περατωθῇ μέχρι τέλους τοῦ ἔτους. ΑΘΗΝΑΙ, 5. — Κατὰ τὸ ὑπουργεῖον ἐπὶ τῇ βάσει τῶν σχετικῶν ἀποφάσεων ἐκδίδονται αἱ ἀποφάσεις διὰ τὴν ὁμαλὴν λειτουργίαν τῶν ὑπηρεσιῶν καὶ τὴν ἐφαρμογὴν τῶν μέτρων, τὰ ὁποῖα ἀνεκοινώθησαν χθὲς εἰς τὸν τύπον ὑπὸ τῶν ἀρμοδίων. Ἡ ἐπιτροπὴ συνεκλήθη πρὸς μελέτην τοῦ ζητήματος καὶ ἀπεφάσισε ὅπως ὑποβάλῃ τὰς προτάσεις της πρὸς τὴν κυβέρνησιν. Κατὰ πληροφορίας ἐξ ἐγκύρου πηγῆς, ἡ ἐκτέλεσις τῶν ἔργων θὰ ἀρχίσῃ ἐντὸς τοῦ μηνὸς καὶ θὰ περατωθῇ μέχρι τέλους τοῦ ἔτους. ΑΘΗΝΑΙ, 5. — Κατὰ τὸ ὑπουργεῖον ἐπὶ τῇ βάσει τῶν σχετικῶν ἀποφάσεων ἐκδίδονται αἱ ἀποφάσεις διὰ τὴν ὁμαλὴν λειτουργίαν τῶν ὑπηρεσιῶν καὶ τὴν ἐφαρμογὴν τῶν μέτρων, τὰ ὁποῖα ἀνεκοινώθησαν χθὲς εἰς τὸν τύπον ὑπὸ τῶν ἀρμοδίων. Ἡ ἐπιτροπὴ συνεκλήθη πρὸς μελέτην τοῦ ζητήματος καὶ ἀπεφάσισε ὅπως ὑποβάλῃ τὰς προτάσεις της πρὸς τὴν κυβέρνησιν. Κατὰ πληροφορίας ἐξ ἐγκύρου πηγῆς, ἡ ἐκτέλεσις τῶν ἔργων θὰ ἀρχίσῃ ἐντὸς τοῦ μηνὸς καὶ θὰ περατωθῇ μέχρι τέλους τοῦ ἔτους. ΑΘΗΝΑΙ, 5. — Κατὰ τὸ ὑπουργεῖον ἐπὶ τῇ βάσει τῶν σχετικῶν ἀποφάσεων ἐκδίδονται αἱ ἀποφάσεις διὰ τὴν ὁμαλὴν λειτουργίαν τῶν ὑπηρεσιῶν καὶ τὴν ἐφαρμογὴν τῶν μέτρων, τὰ ὁποῖα ἀνεκοινώθησαν χθὲς εἰς τὸν τύπον ὑπὸ τῶν ἀρμοδίων. Ἡ ἐπιτροπὴ συνεκλήθη πρὸς μελέτην τοῦ ζητήματος καὶ ἀπεφάσισε ὅπως ὑποβάλῃ τὰς προτάσεις της πρὸς τὴν κυβέρνησιν. Κατὰ πληροφορίας ἐξ ἐγκύρου πηγῆς, ἡ ἐκτέλεσις τῶν ἔργων θὰ ἀρχίσῃ ἐντὸς τοῦ μηνὸς καὶ θὰ περατωθῇ μέχρι τέλους τοῦ ἔτους. ΤΑ ΝΕΑ ΓΡΑΜΜΑΤΟΣΗΜΑ ΑΘΗΝΑΙ, 5. — Κατὰ τὸ ὑπουργεῖον ἐπὶ τῇ βάσει τῶν σχετικῶν ἀποφάσεων ἐκδίδονται αἱ ἀποφάσεις διὰ τὴν ὁμαλὴν λειτουργίαν τῶν ὑπηρεσιῶν καὶ τὴν ἐφαρμογὴν τῶν μέτρων, τὰ ὁποῖα ἀνεκοινώθησαν χθὲς εἰς τὸν τύπον ὑπὸ τῶν ἀρμοδίων. Ἡ ἐπιτροπὴ συνεκλήθη πρὸς μελέτην τοῦ ζητήματος καὶ ἀπεφάσισε ὅπως ὑποβάλῃ τὰς προτάσεις της πρὸς τὴν κυβέρνησιν. Κατὰ πληροφορίας ἐξ ἐγκύρου πηγῆς, ἡ ἐκτέλεσις τῶν ἔργων θὰ ἀρχίσῃ ἐντὸς τοῦ μηνὸς καὶ θὰ περατωθῇ μέχρι τέλους τοῦ ἔτους.	[8, 8, 336, 2576]
price-row	[811, 1085, 955, 1094]
headline: ΑΝΑΒΟΛΗ ΕΚΛΕΞΕΩΝ	[358, 1316, 472, 1329]
headline-short-news: ΣΥΝΤΟΜΑ ΕΓΧΩΡΙΑ ΝΕΑ	[1002, 1585, 1248, 1610]
headline: ΑΜΕΡΙΚΑΝΟΙ ΑΘΛΗΤΑΙ ΕΙΣ ΤΗΝ ΕΛΛΑΔΑ	[345, 2035, 485, 2060]
section-provincial: ΕΠΑΡΧΙΑΚΑΙ ΕΙΔΗΣΕΙΣ	[499, 1738, 801, 1809]
headline: ΟΙ ΚΥΛΙΝΔΡΟΜΥΛΟΙ ΘΑ ΠΑΡΑΛΑΒΟΥΝ ΣΙΤΟΝ ΔΙΑ ΝΑ ΕΚΚΕΝΩΘΟΥΝ ΑΙ ΣΙΤΑΠΟΘΗΚΑΙ	[817, 428, 949, 474]
section-labor: ΑΙ ΕΡΓΑΤΙΚΑΙ ΕΙΔΗΣΕΙΣ	[499, 1504, 801, 1575]
headline: ΥΠΟΧΡΕΩΤΙΚΗ Η ΑΝΕΓΕΡΣΙΣ ΣΦΑΓΕΙΩΝ ΕΙΣ ΤΑΣ ΚΟΙΝΟΤΗΤΑΣ ΚΑΤΩ ΤΩΝ 1.000 ΚΑΤΟΙΚΩΝ	[347, 575, 483, 621]
headline-mars: Ο ΝΕΚΡΟΥ ΝΟΜΙΖΕΙ ΟΤΙ ΕΠΕΣΕΝ ΕΞΩ Ο ΜΑΡΣ	[982, 1112, 1268, 1145]
headline: 15 ΔΗΜΟΣΙΟΓΡΑΦΟΙ ΚΡΑΤΩΝ ΤΟΥ ΝΑΤΟ ΗΛΘΟΝ ΕΙΣ ΑΘΗΝΑΣ	[342, 1670, 488, 1705]
price-cell: Ἑλβετίας	[811, 1085, 849, 1095]
headline: ΑΠΕΡΡΙΦΘΗΣΑΝ ΑΙΤΗΣΕΙΣ 56 ΕΡΓΟΔΟΤΩΝ ΔΙΑ 158.658 ΩΡΑΣ ΥΠΕΡΩΡΙΑΚΗΣ ΕΡΓΑΣΙΑΣ	[815, 11, 952, 56]
headline: ΑΝΑΖΗΤΟΥΝΤΑΙ ΚΛΗΡΟΝΟΜΟΙ	[841, 1657, 926, 1680]
headline: Η ΤΟΥΡΙΣΤΙΚΗ ΑΣΤΥΝΟΜΙΑ	[812, 2403, 954, 2416]
column-news-2: Η ΕΝΩΣΙΣ ΣΥΝΤΑΚΤΩΝ ΠΑΡΕΘΕΣΕ ΓΕΥΜΑ ΠΡΟΣ ΤΙΜΗΝ ΤΟΥ κ. ΘΕΟΛΟΓΙΤΗ ΑΘΗΝΑΙ, 5. — Κατὰ τὸ ὑπουργεῖον ἐπὶ τῇ βάσει τῶν σχετικῶν ἀποφάσεων ἐκδίδονται αἱ ἀποφάσεις διὰ τὴν ὁμαλὴν λειτουργίαν τῶν ὑπηρεσιῶν καὶ τὴν ἐφαρμογὴν τῶν μέτρων, τὰ ὁποῖα ἀνεκοινώθησαν χθὲς εἰς τὸν τύπον ὑπὸ τῶν ἀρμοδίων. Ἡ ἐπιτροπὴ συνεκλήθη πρὸς μελέτην τοῦ ζητήματος καὶ ἀπεφάσισε ὅπως ὑποβάλῃ τὰς προτάσεις της πρὸς τὴν κυβέρνησιν. Κατὰ πληροφορίας ἐξ ἐγκύρου πηγῆς, ἡ ἐκτέλεσις τῶν ἔργων θὰ ἀρχίσῃ ἐντὸς τοῦ μηνὸς καὶ θὰ περατωθῇ μέχρι τέλους τοῦ ἔτους. ΕΠΙΔΙΩΚΕΤΑΙ Η ΣΥΣΤΗΜΑΤΟΠΟΙΗΣΙΣ ΚΑΙ ΑΝΑΠΤΥΞΙΣ ΤΗΣ ΑΛΙΕΙΑΣ ΑΘΗΝΑΙ, 5. — Κατὰ τὸ ὑπουργεῖον ἐπὶ τῇ βάσει τῶν σχετικῶν ἀποφάσεων ἐκδίδονται αἱ ἀποφάσεις διὰ τὴν ὁμαλὴν λειτουργίαν τῶν ὑπηρεσιῶν καὶ τὴν ἐφαρμογὴν τῶν μέτρων, τὰ ὁποῖα ἀνεκοινώθησαν χθὲς εἰς τὸν τύπον ὑπὸ τῶν ἀρμοδίων. Ἡ ἐπιτροπὴ συνεκλήθη πρὸς μελέτην τοῦ ζητήματος καὶ ἀπεφάσισε ὅπως ὑποβάλῃ τὰς προτάσεις της πρὸς τὴν κυβέρνησιν. Κατὰ πληροφορίας ἐξ ἐγκύρου πηγῆς, ἡ ἐκτέλεσις τῶν ἔργων θὰ ἀρχίσῃ ἐντὸς τοῦ μηνὸς καὶ θὰ περατωθῇ μέχρι τέλους τοῦ ἔτους. ΑΠΗΓΟΡΕΥΘΗ Η ΑΠΟΔΗΜΙΑ ΤΩΝ ΑΝΗΚΟΝΤΩΝ ΕΙΣ ΤΗΝ ΚΛΑΣΙΝ 1958 ΑΘΗΝΑΙ, 5. — Κατὰ τὸ ὑπουργεῖον ἐπὶ τῇ βάσει τῶν σχετικῶν ἀποφάσεων ἐκδίδονται αἱ ἀποφάσεις διὰ τὴν ὁμαλὴν λειτουργίαν τῶν ὑπηρεσιῶν καὶ τὴν ἐφαρμογὴν τῶν μέτρων, τὰ ὁποῖα ἀνεκοινώθησαν χθὲς εἰς τὸν τύπον ὑπὸ τῶν ἀρμοδίων. Ἡ ἐπιτροπὴ συνεκλήθη πρὸς μελέτην τοῦ ζητήματος καὶ ἀπεφάσισε ὅπως ὑποβάλῃ τὰς προτάσεις της πρὸς τὴν κυβέρνησιν. Κατὰ πληροφορίας ἐξ ἐγκύρου πηγῆς, ἡ ἐκτέλεσις τῶν ἔργων θὰ ἀρχίσῃ ἐντὸς τοῦ μηνὸς καὶ θὰ περατωθῇ μέχρι τέλους τοῦ ἔτους. ΥΠΟΧΡΕΩΤΙΚΗ Η ΑΝΕΓΕΡΣΙΣ ΣΦΑΓΕΙΩΝ ΕΙΣ ΤΑΣ ΚΟΙΝΟΤΗΤΑΣ ΚΑΤΩ ΤΩΝ 1.000 ΚΑΤΟΙΚΩΝ ΑΘΗΝΑΙ, 5. — Κατὰ τὸ ὑπουργεῖον ἐπὶ τῇ βάσει τῶν σχετικῶν ἀποφάσεων ἐκδίδονται αἱ ἀποφάσεις διὰ τὴν ὁμαλὴν λειτουργίαν τῶν ὑπηρεσιῶν καὶ τὴν ἐφαρμογὴν τῶν μέτρων, τὰ ὁποῖα ἀνεκοινώθησαν χθὲς εἰς τὸν τύπον ὑπὸ τῶν ἀρμοδίων. Ἡ ἐπιτροπὴ συνεκλήθη πρὸς μελέτην τοῦ ζητήματος καὶ ἀπεφάσισε ὅπως ὑποβάλῃ τὰς προτάσεις της πρὸς τὴν κυβέρνησιν. Κατὰ πληροφορίας ἐξ ἐγκύρου πηγῆς, ἡ ἐκτέλεσις τῶν ἔργων θὰ ἀρχίσῃ ἐντὸς τοῦ μηνὸς καὶ θὰ περατωθῇ μέχρι τέλους τοῦ ἔτους. Ο ΒΑΣΙΛΕΥΣ ΘΑ ΕΠΙΘΕΩΡΗΣΗ ΤΟΝ ΣΤΟΛΟΝ ΑΘΗΝΑΙ, 5. — Κατὰ τὸ ὑπουργεῖον ἐπὶ τῇ βάσει τῶν σχετικῶν ἀποφάσεων ἐκδίδονται αἱ ἀποφάσεις διὰ τὴν ὁμαλὴν λειτουργίαν τῶν ὑπηρεσιῶν καὶ τὴν ἐφαρμογὴν τῶν μέτρων, τὰ ὁποῖα ἀνεκοινώθησαν χθὲς εἰς τὸν τύπον ὑπὸ τῶν ἀρμοδίων. Ἡ ἐπιτροπὴ συνεκλήθη πρὸς μελέτην τοῦ ζητήματος καὶ ἀπεφάσισε ὅπως ὑποβάλῃ τὰς προτάσεις της πρὸς τὴν κυβέρνησιν. Κατὰ πληροφορίας ἐξ ἐγκύρου πηγῆς, ἡ ἐκτέλεσις τῶν ἔργων θὰ ἀρχίσῃ ἐντὸς τοῦ μηνὸς καὶ θὰ περατωθῇ μέχρι τέλους τοῦ ἔτους. ΟΡΘΟΠΕΔΙΚΟΝ ΣΥΝΕΔΡΙΟΝ ΕΙΣ ΑΘΗΝΑΣ ΑΘΗΝΑΙ, 5. — Κατὰ τὸ ὑπουργεῖον ἐπὶ τῇ βάσει τῶν σχετικῶν ἀποφάσεων ἐκδίδονται αἱ ἀποφάσεις διὰ τὴν ὁμαλὴν λειτουργίαν τῶν ὑπηρεσιῶν καὶ τὴν ἐφαρμογὴν τῶν μέτρων, τὰ ὁποῖα ἀνεκοινώθησαν χθὲς εἰς τὸν τύπον ὑπὸ τῶν ἀρμοδίων. Ἡ ἐπιτροπὴ συνεκλήθη πρὸς μελέτην τοῦ ζητήματος καὶ ἀπεφάσισε ὅπως ὑποβάλῃ τὰς προτάσεις της πρὸς τὴν κυβέρνησιν. Κατὰ πληροφορίας ἐξ ἐγκύρου πηγῆς, ἡ ἐκτέλεσις τῶν ἔργων θὰ ἀρχίσῃ ἐντὸς τοῦ μηνὸς καὶ θὰ περατωθῇ μέχρι τέλους τοῦ ἔτους. ΤΕΣΣΑΡΑ ΠΟΛΕΜΙΚΑ ΔΑΝΕΙΖΕΙ Η ΑΜΕΡΙΚΗ ΕΙΣ ΤΗΝ ΕΛΛΑΔΑ ΑΘΗΝΑΙ, 5. — Κατὰ τὸ ὑπουργεῖον ἐπὶ τῇ βάσει τῶν σχετικῶν ἀποφάσεων ἐκδίδονται αἱ ἀποφάσεις διὰ τὴν ὁμαλὴν λειτουργίαν τῶν ὑπηρεσιῶν καὶ τὴν ἐφαρμογὴν τῶν μέτρων, τὰ ὁποῖα ἀνεκοινώθησαν χθὲς εἰς τὸν τύπον ὑπὸ τῶν ἀρμοδίων. Ἡ ἐπιτροπὴ συνεκλήθη πρὸς μελέτην τοῦ ζητήματος καὶ ἀπεφάσισε ὅπως ὑποβάλῃ τὰς προτάσεις της πρὸς τὴν κυβέρνησιν. Κατὰ πληροφορίας ἐξ ἐγκύρου πηγῆς, ἡ ἐκτέλεσις τῶν ἔργων θὰ ἀρχίσῃ ἐντὸς τοῦ μηνὸς καὶ θὰ περατωθῇ μέχρι τέλους τοῦ ἔτους. ΑΝΑΒΟΛΗ ΕΚΛΕΞΕΩΝ ΑΘΗΝΑΙ, 5. — Κατὰ τὸ ὑπουργεῖον ἐπὶ τῇ βάσει τῶν σχετικῶν ἀποφάσεων ἐκδίδονται αἱ ἀποφάσεις διὰ τὴν ὁμαλὴν λειτουργίαν τῶν ὑπηρεσιῶν καὶ τὴν ἐφαρμογὴν τῶν μέτρων, τὰ ὁποῖα ἀνεκοινώθησαν χθὲς εἰς τὸν τύπον ὑπὸ τῶν ἀρμοδίων. Ἡ ἐπιτροπὴ συνεκλήθη πρὸς μελέτην τοῦ ζητήματος καὶ ἀπεφάσισε ὅπως ὑποβάλῃ τὰς προτάσεις της πρὸς τὴν κυβέρνησιν. Κατὰ πληροφορίας ἐξ ἐγκύρου πηγῆς, ἡ ἐκτέλεσις τῶν ἔργων θὰ ἀρχίσῃ ἐντὸς τοῦ μηνὸς καὶ θὰ περατωθῇ μέχρι τέλους τοῦ ἔτους. ΠΛΟΙΣΚΗ ΚΑΙ ΕΠΕΣΕΝ ΕΙΣ ΤΗΝ ΘΑΛΑΣΣΑΝ ΜΕΤΑ ΤΟΥ ΤΕΚΝΟΥ ΤΗΣ ΑΘΗΝΑΙ, 5. — Κατὰ τὸ ὑπουργεῖον ἐπὶ τῇ βάσει τῶν σχετικῶν ἀποφάσεων ἐκδίδονται αἱ ἀποφάσεις διὰ τὴν ὁμαλὴν λειτουργίαν τῶν ὑπηρεσιῶν καὶ τὴν ἐφαρμογὴν τῶν μέτρων, τὰ ὁποῖα ἀνεκοινώθησαν χθὲς εἰς τὸν τύπον ὑπὸ τῶν ἀρμοδίων. Ἡ ἐπιτροπὴ συνεκλήθη πρὸς μελέτην τοῦ ζητήματος καὶ ἀπεφάσισε ὅπως ὑποβάλῃ τὰς προτάσεις της πρὸς τὴν κυβέρνησιν. Κατὰ πληροφορίας ἐξ ἐγκύρου πηγῆς, ἡ ἐκτέλεσις τῶν ἔργων θὰ ἀρχίσῃ ἐντὸς τοῦ μηνὸς καὶ θὰ περατωθῇ μέχρι τέλους τοῦ ἔτους. 15 ΔΗΜΟΣΙΟΓΡΑΦΟΙ ΚΡΑΤΩΝ ΤΟΥ ΝΑΤΟ ΗΛΘΟΝ ΕΙΣ ΑΘΗΝΑΣ ΑΘΗΝΑΙ, 5. — Κατὰ τὸ ὑπουργεῖον ἐπὶ τῇ βάσει τῶν σχετικῶν ἀποφάσεων ἐκδίδονται αἱ ἀποφάσεις διὰ τὴν ὁμαλὴν λειτουργίαν τῶν ὑπηρεσιῶν καὶ τὴν ἐφαρμογὴν τῶν μέτρων, τὰ ὁποῖα ἀνεκοινώθησαν χθὲς εἰς τὸν τύπον ὑπὸ τῶν ἀρμοδίων. Ἡ ἐπιτροπὴ συνεκλήθη πρὸς μελέτην τοῦ ζητήματος καὶ ἀπεφάσισε ὅπως ὑποβάλῃ τὰς προτάσεις της πρὸς τὴν κυβέρνησιν. Κατὰ πληροφορίας ἐξ ἐγκύρου πηγῆς, ἡ ἐκτέλεσις τῶν ἔργων θὰ ἀρχίσῃ ἐντὸς τοῦ μηνὸς καὶ θὰ περατωθῇ μέχρι τέλους τοῦ ἔτους. ΜΙΚΡΑ ΑΘΙΓΓΑΝΙΣ ΕΠΕΣΕΝ ΕΙΣ ΕΛΟΣ ΚΑΙ ΕΠΝΙΓΗ ΑΘΗΝΑΙ, 5. — Κατὰ τὸ ὑπουργεῖον ἐπὶ τῇ βάσει τῶν σχετικῶν ἀποφάσεων ἐκδίδονται αἱ ἀποφάσεις διὰ τὴν ὁμαλὴν λειτουργίαν τῶν ὑπηρεσιῶν καὶ τὴν ἐφαρμογὴν τῶν μέτρων, τὰ ὁποῖα ἀνεκοινώθησαν χθὲς εἰς τὸν τύπον ὑπὸ τῶν ἀρμοδίων. Ἡ ἐπιτροπὴ συνεκλήθη πρὸς μελέτην τοῦ ζητήματος καὶ ἀπεφάσισε ὅπως ὑποβάλῃ τὰς προτάσεις της πρὸς τὴν κυβέρνησιν. Κατὰ πληροφορίας ἐξ ἐγκύρου πηγῆς, ἡ ἐκτέλεσις τῶν ἔργων θὰ ἀρχίσῃ ἐντὸς τοῦ μηνὸς καὶ θὰ περατωθῇ μέχρι τέλους τοῦ ἔτους. ΑΜΕΡΙΚΑΝΟΙ ΑΘΛΗΤΑΙ ΕΙΣ ΤΗΝ ΕΛΛΑΔΑ ΑΘΗΝΑΙ, 5. — Κατὰ τὸ ὑπουργεῖον ἐπὶ τῇ βάσει τῶν σχετικῶν ἀποφάσεων ἐκδίδονται αἱ ἀποφάσεις διὰ τὴν ὁμαλὴν λειτουργίαν τῶν ὑπηρεσιῶν καὶ τὴν ἐφαρμογὴν τῶν μέτρων, τὰ ὁποῖα ἀνεκοινώθησαν χθὲς εἰς τὸν τύπον ὑπὸ τῶν ἀρμοδίων. Ἡ ἐπιτροπὴ συνεκλήθη πρὸς μελέτην τοῦ ζητήματος καὶ ἀπεφάσισε ὅπως ὑποβάλῃ τὰς προτάσεις της πρὸς τὴν κυβέρνησιν. Κατὰ πληροφορίας ἐξ ἐγκύρου πηγῆς, ἡ ἐκτέλεσις τῶν ἔργων θὰ ἀρχίσῃ ἐντὸς τοῦ μηνὸς καὶ θὰ περατωθῇ μέχρι τέλους τοῦ ἔτους. ΕΡΑΝΟΣ ΕΙΣ ΠΟΛΕΜΙΣΤΑΣ ΠΡΟΣ ΑΝΕΓΕΡΣΙΝ ΓΥΜΝΑΣΙΑΚΟΥ ΚΤΙΡΙΟΥ ΑΘΗΝΑΙ, 5. — Κατὰ τὸ ὑπουργεῖον ἐπὶ τῇ βάσει τῶν σχετικῶν ἀποφάσεων ἐκδίδονται αἱ ἀποφάσεις διὰ τὴν ὁμαλὴν λειτουργίαν τῶν ὑπηρεσιῶν καὶ τὴν ἐφαρμογὴν τῶν μέτρων, τὰ ὁποῖα ἀνεκοινώθησαν χθὲς εἰς τὸν τύπον ὑπὸ τῶν ἀρμοδίων. Ἡ ἐπιτροπὴ συνεκλήθη πρὸς μελέτην τοῦ ζητήματος καὶ ἀπεφάσισε ὅπως ὑποβάλῃ τὰς προτάσεις της πρὸς τὴν κυβέρνησιν. Κατὰ πληροφορίας ἐξ ἐγκύρου πηγῆς, ἡ ἐκτέλεσις τῶν ἔργων θὰ ἀρχίσῃ ἐντὸς τοῦ μηνὸς καὶ θὰ περατωθῇ μέχρι τέλους τοῦ ἔτους. ΠΡΟΣΚΛΗΣΕΙΣ ΑΘΗΝΑΙ, 5. — Κατὰ τὸ ὑπουργεῖον ἐπὶ τῇ βάσει τῶν σχετικῶν ἀποφάσεων ἐκδίδονται αἱ ἀποφάσεις διὰ τὴν ὁμαλὴν λειτουργίαν τῶν ὑπηρεσιῶν καὶ τὴν ἐφαρμογὴν τῶν μέτρων, τὰ ὁποῖα ἀνεκοινώθησαν χθὲς εἰς τὸν τύπον ὑπὸ τῶν ἀρμοδίων. Ἡ ἐπιτροπὴ συνεκλήθη πρὸς μελέτην τοῦ ζητήματος καὶ ἀπεφάσισε ὅπως ὑποβάλῃ τὰς προτάσεις της πρὸς τὴν κυβέρνησιν. Κατὰ πληροφορίας ἐξ ἐγκύρου πηγῆς, ἡ ἐκτέλεσις τῶν ἔργων θὰ ἀρχίσῃ ἐντὸς τοῦ μηνὸς καὶ θὰ περατωθῇ μέχρι τέλους τοῦ ἔτους.	[336, 8, 494, 2576]
photo-caption: Ἀπὸ τῆς περισσευσιακὰς δύσκους καὶ Ἡρακλείου τὸν ἐγκεκυλῶν μεταξὺ διακόσιων ἀθλητῶν καὶ ἀθλητριῶν ἐκ Θράκης. Ὁ ὀνομασίας καὶ τοῦ Βίου ἀθλητικῶν πρόσφορον ἐπὶ τοῦ προγράμματος καὶ ἐνδόξα...	[13, 1031, 169, 1083]
headline: Η ΙΣΠΑΝΙΑ ΘΑ ΚΛΗΘΗ ΝΑ ΕΙΣΕΛΘΗ ΕΙΣ ΤΟ ΝΑΤΟ	[815, 1469, 951, 1494]
photo-headline: ΤΟ ΔΗΜΟΤΙΚΟΝ ΣΧΟΛΕΙΟΝ ΠΡΩΤΗΣ ΣΕΡΡΩΝ	[519, 10, 781, 42]
headline-wheat: ΗΥΞΗΜΕΝΑΣ ΠΙΣΤΩΣΕΙΣ ΔΙΑ ΤΗΝ ΣΥΓΚΕΝΤΡΩΣΙΝ ΣΙΤΟΥ ΖΗΤΕΙ Η ΟΜΟΣΠΟΝΔΙΑ ΤΩΝ ΓΕΩΡΓΙΚΩΝ ΣΥΝΕΤΑΙΡΙΣΜΩΝ	[530, 534, 770, 598]
price-row	[811, 1040, 955, 1049]
headline: Η ΝΑΥΤΙΚΗ ΕΒΔΟΜΑΣ	[826, 2227, 940, 2240]
price-cell: 307,51	[927, 1040, 955, 1050]
subhead-referees: ΟΙ ΔΙΑΙΤΗΤΑΙ ΤΩΝ ΑΓΩΝΩΝ ΠΡΩΤΑΘΛΗΜΑΤΟΣ	[73, 194, 271, 227]
headline-tobacco: ΑΙ ΠΩΛΗΣΕΙΣ ΚΑΠΝΩΝ ΕΙΣ ΒΟΡΕΙΟΝ ΕΛΛΑΔΑ	[993, 1404, 1256, 1436]
newspaper-page	[8, 7, 1289, 2572]
photo-school	[499, 45, 801, 225]
headline-sports: ΤΗΝ ΚΥΡΙΑΚΗΝ Η ΟΜΑΣ ΤΟΥ «ΗΡΑΚΛΕΟΥΣ» ΑΝΤΙΜΕΤΩΠΙΖΕΙ ΤΟΝ «ΠΑΝΑΘΗΝΑΪΚΟΝ»	[24, 27, 319, 118]
headline: Η ΤΕΧΝΙΚΗ ΕΠΑΓΓΕΛΜΑΤΙΚΗ ΕΚΠΑΙΔΕΥΣΙΣ	[838, 636, 928, 671]
headline-essex: ΤΟ ΑΕΡΟΠΛΑΝΟΦΟΡΟΝ «ΕΣΣΕΞ» ΚΑΙ 8 ΑΝΤΙΤΟΡΠΙΛΙΚΑ ΚΑΤΑΠΛΕΟΥΝ ΑΠΟ 10 — 16 ΙΟΥΝΙΟΥ ΕΙΣ ΘΕΣΣΑΛΟΝΙΚΗΝ	[965, 8, 1284, 81]
lead-text: Ὁ «Ἀπόλλων» Καλαμαριᾶς συναντᾷ τὸν «Ἐθνικόν». —Ὁ «Π.Α.Ο.Κ.» τίθεται ἀντιμέτωπος τοῦ πρωτοπόρου «Ὀλυμπιακοῦ». —Ἡ «ΑΕΚ» ἐναντίον τοῦ «Πανιωνίου». —Ὁ «Ἀπόλλων» Ἀθηνῶν ἀγωνίζεται εἰς Ἡράκλειον. —Ἡ «Δόξα» συναντᾷ τὴν «Προοδευτικήν». —Τὸ πρόγραμμα τῶν τοπικῶν πρωταθλημάτων Θεσσαλονίκης. —Οἱ 22οι πανθρακικοὶ ἀγῶνες στίβου. —Τὸ πρωτάθλημα καλαθοσφαίρας Β' κατηγορίας. —Οἱ φιλικοὶ ἀγῶνες τῆς πόλεως καὶ τῆς ἐπαρχίας. —Παγκόσμια ἀθλητικὰ νέα.	[13, 125, 331, 192]
headline-beirut: Η ΤΕΛΙΚΗ ΔΟΚΙΜΑΣΙΑ 120 ΥΠΟΨΗΦΙΩΝ ΥΠΟΤΡΟΦΩΝ ΔΙΑ ΤΟ ΑΜΕΡΙΚΑΝΙΚΟΝ ΠΑΝΕΠΙΣΤΗΜΙΟΝ ΒΗΡΥΤΟΥ	[981, 725, 1269, 774]
price-cell: 249,00	[927, 1049, 955, 1059]
headline: ΕΠΙΔΙΩΚΕΤΑΙ Η ΣΥΣΤΗΜΑΤΟΠΟΙΗΣΙΣ ΚΑΙ ΑΝΑΠΤΥΞΙΣ ΤΗΣ ΑΛΙΕΙΑΣ	[349, 199, 481, 234]
headline: ΠΛΟΙΣΚΗ ΚΑΙ ΕΠΕΣΕΝ ΕΙΣ ΤΗΝ ΘΑΛΑΣΣΑΝ ΜΕΤΑ ΤΟΥ ΤΕΚΝΟΥ ΤΗΣ	[344, 1482, 486, 1517]
subhead-shakespeare: τὸ μοναδικὸν αὐθεντικὸν πορτραῖτον τοῦ Σαίξπηρ	[510, 342, 790, 375]
price-cell: Ἀγγλικόν	[811, 1058, 849, 1068]
headline-invitations: ΠΡΟΣΚΛΗΣΕΙΣ	[362, 2400, 468, 2418]
price-cell: Ἀγγλίας	[811, 1040, 844, 1050]
headline: ΤΕΣΣΑΡΑ ΠΟΛΕΜΙΚΑ ΔΑΝΕΙΖΕΙ Η ΑΜΕΡΙΚΗ ΕΙΣ ΤΗΝ ΕΛΛΑΔΑ	[349, 1128, 482, 1163]
price-cell: 245,00	[872, 1049, 900, 1059]
headline: ΑΠΗΓΟΡΕΥΘΗ Η ΑΠΟΔΗΜΙΑ ΤΩΝ ΑΝΗΚΟΝΤΩΝ ΕΙΣ ΤΗΝ ΚΛΑΣΙΝ 1958	[341, 387, 489, 422]
headline-stamps: ΤΑ ΝΕΑ ΓΡΑΜΜΑΤΟΣΗΜΑ	[105, 1757, 239, 1770]
arrow-icons: ▶▶▶	[499, 964, 542, 984]
price-cell: 245,00	[874, 1076, 901, 1086]
price-cell: 249,00	[927, 1076, 955, 1086]
price-cell: Μακεδόνων	[811, 1067, 858, 1077]
price-row	[811, 1067, 955, 1076]
price-row	[811, 1058, 955, 1067]
price-cell: 245,00	[874, 1058, 902, 1068]
headline: ΜΙΚΡΑ ΑΘΙΓΓΑΝΙΣ ΕΠΕΣΕΝ ΕΙΣ ΕΛΟΣ ΚΑΙ ΕΠΝΙΓΗ	[345, 1858, 485, 1883]
headline-border-works: ΠΙΣΤΩΣΕΙΣ ΔΙ' ΕΡΓΑ ΤΩΝ ΠΑΡΑΜΕΘΟΡΙΩΝ	[561, 1312, 739, 1345]
headline: ΑΝΕΥ ΣΤΑΘΜΟΥ ΠΤΗΣΙΣ 4.000 ΜΙΛΙΩΝ ΕΚ ΧΑΒΑΗΣ ΕΙΣ ΙΑΠΩΝΙΑΝ	[1137, 250, 1275, 285]
headline-students: 45.000 ΜΑΘΗΤΑΙ ΘΑ ΣΤΑΛΟΥΝ ΕΙΣ ΚΑΤΑΣΚΗΝΩΣΕΙΣ	[998, 1221, 1252, 1254]
column-news-5: ΤΟ ΑΕΡΟΠΛΑΝΟΦΟΡΟΝ «ΕΣΣΕΞ» ΚΑΙ 8 ΑΝΤΙΤΟΡΠΙΛΙΚΑ ΚΑΤΑΠΛΕΟΥΝ ΑΠΟ 10 — 16 ΙΟΥΝΙΟΥ ΕΙΣ ΘΕΣΣΑΛΟΝΙΚΗΝ ΑΘΗΝΑΙ, 5. — Κατὰ τὸ ὑπουργεῖον ἐπὶ τῇ βάσει τῶν σχετικῶν ἀποφάσεων ἐκδίδονται αἱ ἀποφάσεις διὰ τὴν ὁμαλὴν λειτουργίαν τῶν ὑπηρεσιῶν καὶ τὴν ἐφαρμογὴν τῶν μέτρων, τὰ ὁποῖα ἀνεκοινώθησαν χθὲς εἰς τὸν τύπον ὑπὸ τῶν ἀρμοδίων. Ἡ ἐπιτροπὴ συνεκλήθη πρὸς μελέτην τοῦ ζητήματος καὶ ἀπεφάσισε ὅπως ὑποβάλῃ τὰς προτάσεις της πρὸς τὴν κυβέρνησιν. Κατὰ πληροφορίας ἐξ ἐγκύρου πηγῆς, ἡ ἐκτέλεσις τῶν ἔργων θὰ ἀρχίσῃ ἐντὸς τοῦ μηνὸς καὶ θὰ περατωθῇ μέχρι τέλους τοῦ ἔτους. ΑΘΗΝΑΙ, 5. — Κατὰ τὸ ὑπουργεῖον ἐπὶ τῇ βάσει τῶν σχετικῶν ἀποφάσεων ἐκδίδονται αἱ ἀποφάσεις διὰ τὴν ὁμαλὴν λειτουργίαν τῶν ὑπηρεσιῶν καὶ τὴν ἐφαρμογὴν τῶν μέτρων, τὰ ὁποῖα ἀνεκοινώθησαν χθὲς εἰς τὸν τύπον ὑπὸ τῶν ἀρμοδίων. Ἡ ἐπιτροπὴ συνεκλήθη πρὸς μελέτην τοῦ ζητήματος καὶ ἀπεφάσισε ὅπως ὑποβάλῃ τὰς προτάσεις της πρὸς τὴν κυβέρνησιν. Κατὰ πληροφορίας ἐξ ἐγκύρου πηγῆς, ἡ ἐκτέλεσις τῶν ἔργων θὰ ἀρχίσῃ ἐντὸς τοῦ μηνὸς καὶ θὰ περατωθῇ μέχρι τέλους τοῦ ἔτους. Η ΣΟΡΑΓΙΑ ΠΑΡΗΓΓΕΙΛΕ ΣΕΡΒΙΣΙΑ... ΑΘΗΝΑΙ, 5. — Κατὰ τὸ ὑπουργεῖον ἐπὶ τῇ βάσει τῶν σχετικῶν ἀποφάσεων ἐκδίδονται αἱ ἀποφάσεις διὰ τὴν ὁμαλὴν λειτουργίαν τῶν ὑπηρεσιῶν καὶ τὴν ἐφαρμογὴν τῶν μέτρων, τὰ ὁποῖα ἀνεκοινώθησαν χθὲς εἰς τὸν τύπον ὑπὸ τῶν ἀρμοδίων. Ἡ ἐπιτροπὴ συνεκλήθη πρὸς μελέτην τοῦ ζητήματος καὶ ἀπεφάσισε ὅπως ὑποβάλῃ τὰς προτάσεις της πρὸς τὴν κυβέρνησιν. Κατὰ πληροφορίας ἐξ ἐγκύρου πηγῆς, ἡ ἐκτέλεσις τῶν ἔργων θὰ ἀρχίσῃ ἐντὸς τοῦ μηνὸς καὶ θὰ περατωθῇ μέχρι τέλους τοῦ ἔτους. ΑΝΕΥ ΣΤΑΘΜΟΥ ΠΤΗΣΙΣ 4.000 ΜΙΛΙΩΝ ΕΚ ΧΑΒΑΗΣ ΕΙΣ ΙΑΠΩΝΙΑΝ ΑΘΗΝΑΙ, 5. — Κατὰ τὸ ὑπουργεῖον ἐπὶ τῇ βάσει τῶν σχετικῶν ἀποφάσεων ἐκδίδονται αἱ ἀποφάσεις διὰ τὴν ὁμαλὴν λειτουργίαν τῶν ὑπηρεσιῶν καὶ τὴν ἐφαρμογὴν τῶν μέτρων, τὰ ὁποῖα ἀνεκοινώθησαν χθὲς εἰς τὸν τύπον ὑπὸ τῶν ἀρμοδίων. Ἡ ἐπιτροπὴ συνεκλήθη πρὸς μελέτην τοῦ ζητήματος καὶ ἀπεφάσισε ὅπως ὑποβάλῃ τὰς προτάσεις της πρὸς τὴν κυβέρνησιν. Κατὰ πληροφορίας ἐξ ἐγκύρου πηγῆς, ἡ ἐκτέλεσις τῶν ἔργων θὰ ἀρχίσῃ ἐντὸς τοῦ μηνὸς καὶ θὰ περατωθῇ μέχρι τέλους τοῦ ἔτους. 36 ΕΙΣ ΤΟ ΦΑΛΗΡΟΝ ΑΘΗΝΑΙ, 5. — Κατὰ τὸ ὑπουργεῖον ἐπὶ τῇ βάσει τῶν σχετικῶν ἀποφάσεων ἐκδίδονται αἱ ἀποφάσεις διὰ τὴν ὁμαλὴν λειτουργίαν τῶν ὑπηρεσιῶν καὶ τὴν ἐφαρμογὴν τῶν μέτρων, τὰ ὁποῖα ἀνεκοινώθησαν χθὲς εἰς τὸν τύπον ὑπὸ τῶν ἀρμοδίων. Ἡ ἐπιτροπὴ συνεκλήθη πρὸς μελέτην τοῦ ζητήματος καὶ ἀπεφάσισε ὅπως ὑποβάλῃ τὰς προτάσεις της πρὸς τὴν κυβέρνησιν. Κατὰ πληροφορίας ἐξ ἐγκύρου πηγῆς, ἡ ἐκτέλεσις τῶν ἔργων θὰ ἀρχίσῃ ἐντὸς τοῦ μηνὸς καὶ θὰ περατωθῇ μέχρι τέλους τοῦ ἔτους. ΔΙΚΑΖΕΤΑΙ ΕΙΣ ΡΟΔΟΝ ΤΟΠΙΚΗ ΕΦΗΜΕΡΙΣ ΔΙΟΤΙ ΕΣΑΤΙΡΙΣΕ ΤΟΝ ΤΣΕΛΑΑ ΜΠΑΓΙΑΡ ΑΘΗΝΑΙ, 5. — Κατὰ τὸ ὑπουργεῖον ἐπὶ τῇ βάσει τῶν σχετικῶν ἀποφάσεων ἐκδίδονται αἱ ἀποφάσεις διὰ τὴν ὁμαλὴν λειτουργίαν τῶν ὑπηρεσιῶν καὶ τὴν ἐφαρμογὴν τῶν μέτρων, τὰ ὁποῖα ἀνεκοινώθησαν χθὲς εἰς τὸν τύπον ὑπὸ τῶν ἀρμοδίων. Ἡ ἐπιτροπὴ συνεκλήθη πρὸς μελέτην τοῦ ζητήματος καὶ ἀπεφάσισε ὅπως ὑποβάλῃ τὰς προτάσεις της πρὸς τὴν κυβέρνησιν. Κατὰ πληροφορίας ἐξ ἐγκύρου πηγῆς, ἡ ἐκτέλεσις τῶν ἔργων θὰ ἀρχίσῃ ἐντὸς τοῦ μηνὸς καὶ θὰ περατωθῇ μέχρι τέλους τοῦ ἔτους. ΤΑ ΑΠΟΤΕΛΕΣΜΑΤΑ ΤΩΝ ΕΚΛΟΓΩΝ ΕΙΣ ΤΗΝ ΑΛΒΑΝΙΑΝ ΑΘΗΝΑΙ, 5. — Κατὰ τὸ ὑπουργεῖον ἐπὶ τῇ βάσει τῶν σχετικῶν ἀποφάσεων ἐκδίδονται αἱ ἀποφάσεις διὰ τὴν ὁμαλὴν λειτουργίαν τῶν ὑπηρεσιῶν καὶ τὴν ἐφαρμογὴν τῶν μέτρων, τὰ ὁποῖα ἀνεκοινώθησαν χθὲς εἰς τὸν τύπον ὑπὸ τῶν ἀρμοδίων. Ἡ ἐπιτροπὴ συνεκλήθη πρὸς μελέτην τοῦ ζητήματος καὶ ἀπεφάσισε ὅπως ὑποβάλῃ τὰς προτάσεις της πρὸς τὴν κυβέρνησιν. Κατὰ πληροφορίας ἐξ ἐγκύρου πηγῆς, ἡ ἐκτέλεσις τῶν ἔργων θὰ ἀρχίσῃ ἐντὸς τοῦ μηνὸς καὶ θὰ περατωθῇ μέχρι τέλους τοῦ ἔτους. Η ΤΕΛΙΚΗ ΔΟΚΙΜΑΣΙΑ 120 ΥΠΟΨΗΦΙΩΝ ΥΠΟΤΡΟΦΩΝ ΔΙΑ ΤΟ ΑΜΕΡΙΚΑΝΙΚΟΝ ΠΑΝΕΠΙΣΤΗΜΙΟΝ ΒΗΡΥΤΟΥ ΑΘΗΝΑΙ, 5. — Κατὰ τὸ ὑπουργεῖον ἐπὶ τῇ βάσει τῶν σχετικῶν ἀποφάσεων ἐκδίδονται αἱ ἀποφάσεις διὰ τὴν ὁμαλὴν λειτουργίαν τῶν ὑπηρεσιῶν καὶ τὴν ἐφαρμογὴν τῶν μέτρων, τὰ ὁποῖα ἀνεκοινώθησαν χθὲς εἰς τὸν τύπον ὑπὸ τῶν ἀρμοδίων. Ἡ ἐπιτροπὴ συνεκλήθη πρὸς μελέτην τοῦ ζητήματος καὶ ἀπεφάσισε ὅπως ὑποβάλῃ τὰς προτάσεις της πρὸς τὴν κυβέρνησιν. Κατὰ πληροφορίας ἐξ ἐγκύρου πηγῆς, ἡ ἐκτέλεσις τῶν ἔργων θὰ ἀρχίσῃ ἐντὸς τοῦ μηνὸς καὶ θὰ περατωθῇ μέχρι τέλους τοῦ ἔτους. ΑΘΗΝΑΙ, 5. — Κατὰ τὸ ὑπουργεῖον ἐπὶ τῇ βάσει τῶν σχετικῶν ἀποφάσεων ἐκδίδονται αἱ ἀποφάσεις διὰ τὴν ὁμαλὴν λειτουργίαν τῶν ὑπηρεσιῶν καὶ τὴν ἐφαρμογὴν τῶν μέτρων, τὰ ὁποῖα ἀνεκοινώθησαν χθὲς εἰς τὸν τύπον ὑπὸ τῶν ἀρμοδίων. Ἡ ἐπιτροπὴ συνεκλήθη πρὸς μελέτην τοῦ ζητήματος καὶ ἀπεφάσισε ὅπως ὑποβάλῃ τὰς προτάσεις της πρὸς τὴν κυβέρνησιν. Κατὰ πληροφορίας ἐξ ἐγκύρου πηγῆς, ἡ ἐκτέλεσις τῶν ἔργων θὰ ἀρχίσῃ ἐντὸς τοῦ μηνὸς καὶ θὰ περατωθῇ μέχρι τέλους τοῦ ἔτους. Ο ΒΑΣΙΛΙΚΟΣ ΕΞΑΔΕΛΦΟΣ ΠΑΙΡΝΕΙ ΜΙΑΝ ΝΟΣΟΚΟΜΟΝ ΑΘΗΝΑΙ, 5. — Κατὰ τὸ ὑπουργεῖον ἐπὶ τῇ βάσει τῶν σχετικῶν ἀποφάσεων ἐκδίδονται αἱ ἀποφάσεις διὰ τὴν ὁμαλὴν λειτουργίαν τῶν ὑπηρεσιῶν καὶ τὴν ἐφαρμογὴν τῶν μέτρων, τὰ ὁποῖα ἀνεκοινώθησαν χθὲς εἰς τὸν τύπον ὑπὸ τῶν ἀρμοδίων. Ἡ ἐπιτροπὴ συνεκλήθη πρὸς μελέτην τοῦ ζητήματος καὶ ἀπεφάσισε ὅπως ὑποβάλῃ τὰς προτάσεις της πρὸς τὴν κυβέρνησιν. Κατὰ πληροφορίας ἐξ ἐγκύρου πηγῆς, ἡ ἐκτέλεσις τῶν ἔργων θὰ ἀρχίσῃ ἐντὸς τοῦ μηνὸς καὶ θὰ περατωθῇ μέχρι τέλους τοῦ ἔτους. ΣΥΝΩΝΥΜΟΣ ΤΟΥ ΧΙΤΛΕΡ ΚΑΤΕΔΙΚΑΣΘΗ ΕΠΙ ΚΛΟΠΗ ΑΘΗΝΑΙ, 5. — Κατὰ τὸ ὑπουργεῖον ἐπὶ τῇ βάσει τῶν σχετικῶν ἀποφάσεων ἐκδίδονται αἱ ἀποφάσεις διὰ τὴν ὁμαλὴν λειτουργίαν τῶν ὑπηρεσιῶν καὶ τὴν ἐφαρμογὴν τῶν μέτρων, τὰ ὁποῖα ἀνεκοινώθησαν χθὲς εἰς τὸν τύπον ὑπὸ τῶν ἀρμοδίων. Ἡ ἐπιτροπὴ συνεκλήθη πρὸς μελέτην τοῦ ζητήματος καὶ ἀπεφάσισε ὅπως ὑποβάλῃ τὰς προτάσεις της πρὸς τὴν κυβέρνησιν. Κατὰ πληροφορίας ἐξ ἐγκύρου πηγῆς, ἡ ἐκτέλεσις τῶν ἔργων θὰ ἀρχίσῃ ἐντὸς τοῦ μηνὸς καὶ θὰ περατωθῇ μέχρι τέλους τοῦ ἔτους. Ο ΝΕΚΡΟΥ ΝΟΜΙΖΕΙ ΟΤΙ ΕΠΕΣΕΝ ΕΞΩ Ο ΜΑΡΣ ΑΘΗΝΑΙ, 5. — Κατὰ τὸ ὑπουργεῖον ἐπὶ τῇ βάσει τῶν σχετικῶν ἀποφάσεων ἐκδίδονται αἱ ἀποφάσεις διὰ τὴν ὁμαλὴν λειτουργίαν τῶν ὑπηρεσιῶν καὶ τὴν ἐφαρμογὴν τῶν μέτρων, τὰ ὁποῖα ἀνεκοινώθησαν χθὲς εἰς τὸν τύπον ὑπὸ τῶν ἀρμοδίων. Ἡ ἐπιτροπὴ συνεκλήθη πρὸς μελέτην τοῦ ζητήματος καὶ ἀπεφάσισε ὅπως ὑποβάλῃ τὰς προτάσεις της πρὸς τὴν κυβέρνησιν. Κατὰ πληροφορίας ἐξ ἐγκύρου πηγῆς, ἡ ἐκτέλεσις τῶν ἔργων θὰ ἀρχίσῃ ἐντὸς τοῦ μηνὸς καὶ θὰ περατωθῇ μέχρι τέλους τοῦ ἔτους. 45.000 ΜΑΘΗΤΑΙ ΘΑ ΣΤΑΛΟΥΝ ΕΙΣ ΚΑΤΑΣΚΗΝΩΣΕΙΣ ΑΘΗΝΑΙ, 5. — Κατὰ τὸ ὑπουργεῖον ἐπὶ τῇ βάσει τῶν σχετικῶν ἀποφάσεων ἐκδίδονται αἱ ἀποφάσεις διὰ τὴν ὁμαλὴν λειτουργίαν τῶν ὑπηρεσιῶν καὶ τὴν ἐφαρμογὴν τῶν μέτρων, τὰ ὁποῖα ἀνεκοινώθησαν χθὲς εἰς τὸν τύπον ὑπὸ τῶν ἀρμοδίων. Ἡ ἐπιτροπὴ συνεκλήθη πρὸς μελέτην τοῦ ζητήματος καὶ ἀπεφάσισε ὅπως ὑποβάλῃ τὰς προτάσεις της πρὸς τὴν κυβέρνησιν. Κατὰ πληροφορίας ἐξ ἐγκύρου πηγῆς, ἡ ἐκτέλεσις τῶν ἔργων θὰ ἀρχίσῃ ἐντὸς τοῦ μηνὸς καὶ θὰ περατωθῇ μέχρι τέλους τοῦ ἔτους. ΑΘΗΝΑΙ, 5. — Κατὰ τὸ ὑπουργεῖον ἐπὶ τῇ βάσει τῶν σχετικῶν ἀποφάσεων ἐκδίδονται αἱ ἀποφάσεις διὰ τὴν ὁμαλὴν λειτουργίαν τῶν ὑπηρεσιῶν καὶ τὴν ἐφαρμογὴν τῶν μέτρων, τὰ ὁποῖα ἀνεκοινώθησαν χθὲς εἰς τὸν τύπον ὑπὸ τῶν ἀρμοδίων. Ἡ ἐπιτροπὴ συνεκλήθη πρὸς μελέτην τοῦ ζητήματος καὶ ἀπεφάσισε ὅπως ὑποβάλῃ τὰς προτάσεις της πρὸς τὴν κυβέρνησιν. Κατὰ πληροφορίας ἐξ ἐγκύρου πηγῆς, ἡ ἐκτέλεσις τῶν ἔργων θὰ ἀρχίσῃ ἐντὸς τοῦ μηνὸς καὶ θὰ περατωθῇ μέχρι τέλους τοῦ ἔτους. ΑΙ ΠΩΛΗΣΕΙΣ ΚΑΠΝΩΝ ΕΙΣ ΒΟΡΕΙΟΝ ΕΛΛΑΔΑ ΑΘΗΝΑΙ, 5. — Κατὰ τὸ ὑπουργεῖον ἐπὶ τῇ βάσει τῶν σχετικῶν ἀποφάσεων ἐκδίδονται αἱ ἀποφάσεις διὰ τὴν ὁμαλὴν λειτουργίαν τῶν ὑπηρεσιῶν καὶ τὴν ἐφαρμογὴν τῶν μέτρων, τὰ ὁποῖα ἀνεκοινώθησαν χθὲς εἰς τὸν τύπον ὑπὸ τῶν ἀρμοδίων. Ἡ ἐπιτροπὴ συνεκλήθη πρὸς μελέτην τοῦ ζητήματος καὶ ἀπεφάσισε ὅπως ὑποβάλῃ τὰς προτάσεις της πρὸς τὴν κυβέρνησιν. Κατὰ πληροφορίας ἐξ ἐγκύρου πηγῆς, ἡ ἐκτέλεσις τῶν ἔργων θὰ ἀρχίσῃ ἐντὸς τοῦ μηνὸς καὶ θὰ περατωθῇ μέχρι τέλους τοῦ ἔτους. ΑΘΗΝΑΙ, 5. — Κατὰ τὸ ὑπουργεῖον ἐπὶ τῇ βάσει τῶν σχετικῶν ἀποφάσεων ἐκδίδονται αἱ ἀποφάσεις διὰ τὴν ὁμαλὴν λειτουργίαν τῶν ὑπηρεσιῶν καὶ τὴν ἐφαρμογὴν τῶν μέτρων, τὰ ὁποῖα ἀνεκοινώθησαν χθὲς εἰς τὸν τύπον ὑπὸ τῶν ἀρμοδίων. Ἡ ἐπιτροπὴ συνεκλήθη πρὸς μελέτην τοῦ ζητήματος καὶ ἀπεφάσισε ὅπως ὑποβάλῃ τὰς προτάσεις της πρὸς τὴν κυβέρνησιν. Κατὰ πληροφορίας ἐξ ἐγκύρου πηγῆς, ἡ ἐκτέλεσις τῶν ἔργων θὰ ἀρχίσῃ ἐντὸς τοῦ μηνὸς καὶ θὰ περατωθῇ μέχρι τέλους τοῦ ἔτους. ΣΥΝΤΟΜΑ ΕΓΧΩΡΙΑ ΝΕΑ ΑΘΗΝΑΙ, 5. — Κατὰ τὸ ὑπουργεῖον ἐπὶ τῇ βάσει τῶν σχετικῶν ἀποφάσεων ἐκδίδονται αἱ ἀποφάσεις διὰ τὴν ὁμαλὴν λειτουργίαν τῶν ὑπηρεσιῶν καὶ τὴν ἐφαρμογὴν τῶν μέτρων, τὰ ὁποῖα ἀνεκοινώθησαν χθὲς εἰς τὸν τύπον ὑπὸ τῶν ἀρμοδίων. Ἡ ἐπιτροπὴ συνεκλήθη πρὸς μελέτην τοῦ ζητήματος καὶ ἀπεφάσισε ὅπως ὑποβάλῃ τὰς προτάσεις της πρὸς τὴν κυβέρνησιν. Κατὰ πληροφορίας ἐξ ἐγκύρου πηγῆς, ἡ ἐκτέλεσις τῶν ἔργων θὰ ἀρχίσῃ ἐντὸς τοῦ μηνὸς καὶ θὰ περατωθῇ μέχρι τέλους τοῦ ἔτους. ΑΘΗΝΑΙ, 5. — Κατὰ τὸ ὑπουργεῖον ἐπὶ τῇ βάσει τῶν σχετικῶν ἀποφάσεων ἐκδίδονται αἱ ἀποφάσεις διὰ τὴν ὁμαλὴν λειτουργίαν τῶν ὑπηρεσιῶν καὶ τὴν ἐφαρμογὴν τῶν μέτρων, τὰ ὁποῖα ἀνεκοινώθησαν χθὲς εἰς τὸν τύπον ὑπὸ τῶν ἀρμοδίων. Ἡ ἐπιτροπὴ συνεκλήθη πρὸς μελέτην τοῦ ζητήματος καὶ ἀπεφάσισε ὅπως ὑποβάλῃ τὰς προτάσεις της πρὸς τὴν κυβέρνησιν. Κατὰ πληροφορίας ἐξ ἐγκύρου πηγῆς, ἡ ἐκτέλεσις τῶν ἔργων θὰ ἀρχίσῃ ἐντὸς τοῦ μηνὸς καὶ θὰ περατωθῇ μέχρι τέλους τοῦ ἔτους. ΑΘΗΝΑΙ, 5. — Κατὰ τὸ ὑπουργεῖον ἐπὶ τῇ βάσει τῶν σχετικῶν ἀποφάσεων ἐκδίδονται αἱ ἀποφάσεις διὰ τὴν ὁμαλὴν λειτουργίαν τῶν ὑπηρεσιῶν καὶ τὴν ἐφαρμογὴν τῶν μέτρων, τὰ ὁποῖα ἀνεκοινώθησαν χθὲς εἰς τὸν τύπον ὑπὸ τῶν ἀρμοδίων. Ἡ ἐπιτροπὴ συνεκλήθη πρὸς μελέτην τοῦ ζητήματος καὶ ἀπεφάσισε ὅπως ὑποβάλῃ τὰς προτάσεις της πρὸς τὴν κυβέρνησιν. Κατὰ πληροφορίας ἐξ ἐγκύρου πηγῆς, ἡ ἐκτέλεσις τῶν ἔργων θὰ ἀρχίσῃ ἐντὸς τοῦ μηνὸς καὶ θὰ περατωθῇ μέχρι τέλους τοῦ ἔτους. ΑΘΗΝΑΙ, 5. — Κατὰ τὸ ὑπουργεῖον ἐπὶ τῇ βάσει τῶν σχετικῶν ἀποφάσεων ἐκδίδονται αἱ ἀποφάσεις διὰ τὴν ὁμαλὴν λειτουργίαν τῶν ὑπηρεσιῶν καὶ τὴν ἐφαρμογὴν τῶν μέτρων, τὰ ὁποῖα ἀνεκοινώθησαν χθὲς εἰς τὸν τύπον ὑπὸ τῶν ἀρμοδίων. Ἡ ἐπιτροπὴ συνεκλήθη πρὸς μελέτην τοῦ ζητήματος καὶ ἀπεφάσισε ὅπως ὑποβάλῃ τὰς προτάσεις της πρὸς τὴν κυβέρνησιν. Κατὰ πληροφορίας ἐξ ἐγκύρου πηγῆς, ἡ ἐκτέλεσις τῶν ἔργων θὰ ἀρχίσῃ ἐντὸς τοῦ μηνὸς καὶ θὰ περατωθῇ μέχρι τέλους τοῦ ἔτους.	[965, 7, 1284, 1886]
headline: ΤΟ ΛΑΘΡΕΜΠΟΡΙΟΝ ΕΙΣ ΤΟ «Α ΝΕ ΦΡΑΝΣ» ΕΚ ΝΕΑΣ ΥΟΡΚΗΣ	[811, 1271, 955, 1307]
price-row	[811, 1076, 955, 1085]
price-cell: 249,00	[927, 1058, 955, 1068]
photo-athlete	[13, 787, 169, 1023]
headline: ΕΡΑΝΟΣ ΕΙΣ ΠΟΛΕΜΙΣΤΑΣ ΠΡΟΣ ΑΝΕΓΕΡΣΙΝ ΓΥΜΝΑΣΙΑΚΟΥ ΚΤΙΡΙΟΥ	[347, 2213, 483, 2248]
headline: Η ΕΝΩΣΙΣ ΣΥΝΤΑΚΤΩΝ ΠΑΡΕΘΕΣΕ ΓΕΥΜΑ ΠΡΟΣ ΤΙΜΗΝ ΤΟΥ κ. ΘΕΟΛΟΓΙΤΗ	[345, 11, 485, 45]
price-cell: 245,00	[874, 1085, 902, 1095]
photo-caption: Μαθηταὶ καὶ μαθήτριαι τοῦ δημοτικοῦ σχολείου Πρώτης Σερρῶν φωτογραφούμεναι ἐμπροσθεν τῶν γραφείων τῆς «Μακεδονίας» μετὰ τῶν διδασκάλων τῶν διευθυντοῦ τοῦ β' δημοτικοῦ σχολείου Β. Κα... καὶ τῶν τὸν κ. Π. Ἐλευθερίου.	[499, 232, 801, 268]
headline-gold: 302,50 ΔΡΑΧ. Η ΧΡΥΣΗ ΛΙΡΑ ΕΙΣ ΤΗΝ ΘΕΣΣΑΛΟΝΙΚΗΝ ΚΑΙ 301,50 ΕΙΣ ΤΑΣ ΑΘΗΝΑΣ	[819, 834, 948, 881]
price-row	[811, 1049, 955, 1058]
gold-price-table	[811, 1040, 955, 1094]
headline-rhodes: ΔΙΚΑΖΕΤΑΙ ΕΙΣ ΡΟΔΟΝ ΤΟΠΙΚΗ ΕΦΗΜΕΡΙΣ ΔΙΟΤΙ ΕΣΑΤΙΡΙΣΕ ΤΟΝ ΤΣΕΛΑΑ ΜΠΑΓΙΑΡ	[971, 516, 1278, 549]
price-cell: Βελγικόν	[811, 1076, 848, 1086]
price-cell: 302,50	[872, 1040, 900, 1050]
headline: Η ΣΟΡΑΓΙΑ ΠΑΡΗΓΓΕΙΛΕ ΣΕΡΒΙΣΙΑ...	[1142, 86, 1269, 110]
price-cell: Γαλλίας	[811, 1049, 845, 1059]
headline: Ο ΒΑΣΙΛΕΥΣ ΘΑ ΕΠΙΘΕΩΡΗΣΗ ΤΟΝ ΣΤΟΛΟΝ	[343, 774, 487, 798]
headline: Η ΟΛΟΜΕΛΕΙΑ ΤΗΣ ΓΣΕΕ ΣΥΝΕΡΧΕΤΑΙ ΑΥΡΙΟΝ	[819, 1843, 948, 1867]
headline: ΠΡΟ ΕΞΑΜΗΝΟΥ ΔΥΝΑΝΤΑΙ ΝΑ ΠΡΟΒΛΕΦΘΟΥΝ ΟΙ ΚΑΙΡΟΙ	[814, 2030, 952, 2064]
headline: ΑΙΡΟΝΤΑΙ ΟΙ ΠΕΡΙΟΡΙΣΜΟΙ ΠΡΟΣΕΓΓΙΣΕΩΣ ΕΛΛΗΝΙΚΩΝ ΠΛΟΙΩΝ ΕΙΣ ΚΙΝΑΝ ΚΑΙ Β. ΚΟΡΕΑΝ	[813, 219, 953, 265]
column-news-3: ΤΟ ΔΗΜΟΤΙΚΟΝ ΣΧΟΛΕΙΟΝ ΠΡΩΤΗΣ ΣΕΡΡΩΝ Μαθηταὶ καὶ μαθήτριαι τοῦ δημοτικοῦ σχολείου Πρώτης Σερρῶν φωτογραφούμεναι ἐμπροσθεν τῶν γραφείων τῆς «Μακεδονίας» μετὰ τῶν διδασκάλων τῶν διευθυντοῦ τοῦ β' δημοτικοῦ σχολείου Β. Κα... καὶ τῶν τὸν κ. Π. Ἐλευθερίου. ΑΜΕΡΙΚΑΝΟΣ ΕΙΔΙΚΟΣ ΙΣΧΥΡΙΖΕΤΑΙ ΟΤΙ ΗΓΟΡΑΣΕΝ ΑΝΤΙ 420 ΔΟΛΛΑΡΙΩΝ τὸ μοναδικὸν αὐθεντικὸν πορτραῖτον τοῦ Σαίξπηρ ΑΘΗΝΑΙ, 5. — Κατὰ τὸ ὑπουργεῖον ἐπὶ τῇ βάσει τῶν σχετικῶν ἀποφάσεων ἐκδίδονται αἱ ἀποφάσεις διὰ τὴν ὁμαλὴν λειτουργίαν τῶν ὑπηρεσιῶν καὶ τὴν ἐφαρμογὴν τῶν μέτρων, τὰ ὁποῖα ἀνεκοινώθησαν χθὲς εἰς τὸν τύπον ὑπὸ τῶν ἀρμοδίων. Ἡ ἐπιτροπὴ συνεκλήθη πρὸς μελέτην τοῦ ζητήματος καὶ ἀπεφάσισε ὅπως ὑποβάλῃ τὰς προτάσεις της πρὸς τὴν κυβέρνησιν. Κατὰ πληροφορίας ἐξ ἐγκύρου πηγῆς, ἡ ἐκτέλεσις τῶν ἔργων θὰ ἀρχίσῃ ἐντὸς τοῦ μηνὸς καὶ θὰ περατωθῇ μέχρι τέλους τοῦ ἔτους. ΑΘΗΝΑΙ, 5. — Κατὰ τὸ ὑπουργεῖον ἐπὶ τῇ βάσει τῶν σχετικῶν ἀποφάσεων ἐκδίδονται αἱ ἀποφάσεις διὰ τὴν ὁμαλὴν λειτουργίαν τῶν ὑπηρεσιῶν καὶ τὴν ἐφαρμογὴν τῶν μέτρων, τὰ ὁποῖα ἀνεκοινώθησαν χθὲς εἰς τὸν τύπον ὑπὸ τῶν ἀρμοδίων. Ἡ ἐπιτροπὴ συνεκλήθη πρὸς μελέτην τοῦ ζητήματος καὶ ἀπεφάσισε ὅπως ὑποβάλῃ τὰς προτάσεις της πρὸς τὴν κυβέρνησιν. Κατὰ πληροφορίας ἐξ ἐγκύρου πηγῆς, ἡ ἐκτέλεσις τῶν ἔργων θὰ ἀρχίσῃ ἐντὸς τοῦ μηνὸς καὶ θὰ περατωθῇ μέχρι τέλους τοῦ ἔτους. ΗΥΞΗΜΕΝΑΣ ΠΙΣΤΩΣΕΙΣ ΔΙΑ ΤΗΝ ΣΥΓΚΕΝΤΡΩΣΙΝ ΣΙΤΟΥ ΖΗΤΕΙ Η ΟΜΟΣΠΟΝΔΙΑ ΤΩΝ ΓΕΩΡΓΙΚΩΝ ΣΥΝΕΤΑΙΡΙΣΜΩΝ ΑΘΗΝΑΙ, 5. — Κατὰ τὸ ὑπουργεῖον ἐπὶ τῇ βάσει τῶν σχετικῶν ἀποφάσεων ἐκδίδονται αἱ ἀποφάσεις διὰ τὴν ὁμαλὴν λειτουργίαν τῶν ὑπηρεσιῶν καὶ τὴν ἐφαρμογὴν τῶν μέτρων, τὰ ὁποῖα ἀνεκοινώθησαν χθὲς εἰς τὸν τύπον ὑπὸ τῶν ἀρμοδίων. Ἡ ἐπιτροπὴ συνεκλήθη πρὸς μελέτην τοῦ ζητήματος καὶ ἀπεφάσισε ὅπως ὑποβάλῃ τὰς προτάσεις της πρὸς τὴν κυβέρνησιν. Κατὰ πληροφορίας ἐξ ἐγκύρου πηγῆς, ἡ ἐκτέλεσις τῶν ἔργων θὰ ἀρχίσῃ ἐντὸς τοῦ μηνὸς καὶ θὰ περατωθῇ μέχρι τέλους τοῦ ἔτους. ΑΘΗΝΑΙ, 5. — Κατὰ τὸ ὑπουργεῖον ἐπὶ τῇ βάσει τῶν σχετικῶν ἀποφάσεων ἐκδίδονται αἱ ἀποφάσεις διὰ τὴν ὁμαλὴν λειτουργίαν τῶν ὑπηρεσιῶν καὶ τὴν ἐφαρμογὴν τῶν μέτρων, τὰ ὁποῖα ἀνεκοινώθησαν χθὲς εἰς τὸν τύπον ὑπὸ τῶν ἀρμοδίων. Ἡ ἐπιτροπὴ συνεκλήθη πρὸς μελέτην τοῦ ζητήματος καὶ ἀπεφάσισε ὅπως ὑποβάλῃ τὰς προτάσεις της πρὸς τὴν κυβέρνησιν. Κατὰ πληροφορίας ἐξ ἐγκύρου πηγῆς, ἡ ἐκτέλεσις τῶν ἔργων θὰ ἀρχίσῃ ἐντὸς τοῦ μηνὸς καὶ θὰ περατωθῇ μέχρι τέλους τοῦ ἔτους. ΑΘΗΝΑΙ, 5. — Κατὰ τὸ ὑπουργεῖον ἐπὶ τῇ βάσει τῶν σχετικῶν ἀποφάσεων ἐκδίδονται αἱ ἀποφάσεις διὰ τὴν ὁμαλὴν λειτουργίαν τῶν ὑπηρεσιῶν καὶ τὴν ἐφαρμογὴν τῶν μέτρων, τὰ ὁποῖα ἀνεκοινώθησαν χθὲς εἰς τὸν τύπον ὑπὸ τῶν ἀρμοδίων. Ἡ ἐπιτροπὴ συνεκλήθη πρὸς μελέτην τοῦ ζητήματος καὶ ἀπεφάσισε ὅπως ὑποβάλῃ τὰς προτάσεις της πρὸς τὴν κυβέρνησιν. Κατὰ πληροφορίας ἐξ ἐγκύρου πηγῆς, ἡ ἐκτέλεσις τῶν ἔργων θὰ ἀρχίσῃ ἐντὸς τοῦ μηνὸς καὶ θὰ περατωθῇ μέχρι τέλους τοῦ ἔτους. ΘΑ ΤΗΝ ΕΝΕΡΓΗΣΗ Η ΚΥΔΕΠ ΑΘΗΝΑΙ, 5. — Κατὰ τὸ ὑπουργεῖον ἐπὶ τῇ βάσει τῶν σχετικῶν ἀποφάσεων ἐκδίδονται αἱ ἀποφάσεις διὰ τὴν ὁμαλὴν λειτουργίαν τῶν ὑπηρεσιῶν καὶ τὴν ἐφαρμογὴν τῶν μέτρων, τὰ ὁποῖα ἀνεκοινώθησαν χθὲς εἰς τὸν τύπον ὑπὸ τῶν ἀρμοδίων. Ἡ ἐπιτροπὴ συνεκλήθη πρὸς μελέτην τοῦ ζητήματος καὶ ἀπεφάσισε ὅπως ὑποβάλῃ τὰς προτάσεις της πρὸς τὴν κυβέρνησιν. Κατὰ πληροφορίας ἐξ ἐγκύρου πηγῆς, ἡ ἐκτέλεσις τῶν ἔργων θὰ ἀρχίσῃ ἐντὸς τοῦ μηνὸς καὶ θὰ περατωθῇ μέχρι τέλους τοῦ ἔτους. ΚΡΟΥΣΜΑΤΑ ΠΟΛΙΟΜΥΕΛΙΤΙΔΟΣ ΕΙΣ ΤΟ ΑΡΓΟΣ ▶▶▶ ΑΘΗΝΑΙ, 5. — Κατὰ τὸ ὑπουργεῖον ἐπὶ τῇ βάσει τῶν σχετικῶν ἀποφάσεων ἐκδίδονται αἱ ἀποφάσεις διὰ τὴν ὁμαλὴν λειτουργίαν τῶν ὑπηρεσιῶν καὶ τὴν ἐφαρμογὴν τῶν μέτρων, τὰ ὁποῖα ἀνεκοινώθησαν χθὲς εἰς τὸν τύπον ὑπὸ τῶν ἀρμοδίων. Ἡ ἐπιτροπὴ συνεκλήθη πρὸς μελέτην τοῦ ζητήματος καὶ ἀπεφάσισε ὅπως ὑποβάλῃ τὰς προτάσεις της πρὸς τὴν κυβέρνησιν. Κατὰ πληροφορίας ἐξ ἐγκύρου πηγῆς, ἡ ἐκτέλεσις τῶν ἔργων θὰ ἀρχίσῃ ἐντὸς τοῦ μηνὸς καὶ θὰ περατωθῇ μέχρι τέλους τοῦ ἔτους. ΤΑ ΕΝΔΕΙΚΝΥΟΜΕΝΑ ΜΕΤΡΑ ΑΘΗΝΑΙ, 5. — Κατὰ τὸ ὑπουργεῖον ἐπὶ τῇ βάσει τῶν σχετικῶν ἀποφάσεων ἐκδίδονται αἱ ἀποφάσεις διὰ τὴν ὁμαλὴν λειτουργίαν τῶν ὑπηρεσιῶν καὶ τὴν ἐφαρμογὴν τῶν μέτρων, τὰ ὁποῖα ἀνεκοινώθησαν χθὲς εἰς τὸν τύπον ὑπὸ τῶν ἀρμοδίων. Ἡ ἐπιτροπὴ συνεκλήθη πρὸς μελέτην τοῦ ζητήματος καὶ ἀπεφάσισε ὅπως ὑποβάλῃ τὰς προτάσεις της πρὸς τὴν κυβέρνησιν. Κατὰ πληροφορίας ἐξ ἐγκύρου πηγῆς, ἡ ἐκτέλεσις τῶν ἔργων θὰ ἀρχίσῃ ἐντὸς τοῦ μηνὸς καὶ θὰ περατωθῇ μέχρι τέλους τοῦ ἔτους. ΑΘΗΝΑΙ, 5. — Κατὰ τὸ ὑπουργεῖον ἐπὶ τῇ βάσει τῶν σχετικῶν ἀποφάσεων ἐκδίδονται αἱ ἀποφάσεις διὰ τὴν ὁμαλὴν λειτουργίαν τῶν ὑπηρεσιῶν καὶ τὴν ἐφαρμογὴν τῶν μέτρων, τὰ ὁποῖα ἀνεκοινώθησαν χθὲς εἰς τὸν τύπον ὑπὸ τῶν ἀρμοδίων. Ἡ ἐπιτροπὴ συνεκλήθη πρὸς μελέτην τοῦ ζητήματος καὶ ἀπεφάσισε ὅπως ὑποβάλῃ τὰς προτάσεις της πρὸς τὴν κυβέρνησιν. Κατὰ πληροφορίας ἐξ ἐγκύρου πηγῆς, ἡ ἐκτέλεσις τῶν ἔργων θὰ ἀρχίσῃ ἐντὸς τοῦ μηνὸς καὶ θὰ περατωθῇ μέχρι τέλους τοῦ ἔτους. ΑΘΗΝΑΙ, 5. — Κατὰ τὸ ὑπουργεῖον ἐπὶ τῇ βάσει τῶν σχετικῶν ἀποφάσεων ἐκδίδονται αἱ ἀποφάσεις διὰ τὴν ὁμαλὴν λειτουργίαν τῶν ὑπηρεσιῶν καὶ τὴν ἐφαρμογὴν τῶν μέτρων, τὰ ὁποῖα ἀνεκοινώθησαν χθὲς εἰς τὸν τύπον ὑπὸ τῶν ἀρμοδίων. Ἡ ἐπιτροπὴ συνεκλήθη πρὸς μελέτην τοῦ ζητήματος καὶ ἀπεφάσισε ὅπως ὑποβάλῃ τὰς προτάσεις της πρὸς τὴν κυβέρνησιν. Κατὰ πληροφορίας ἐξ ἐγκύρου πηγῆς, ἡ ἐκτέλεσις τῶν ἔργων θὰ ἀρχίσῃ ἐντὸς τοῦ μηνὸς καὶ θὰ περατωθῇ μέχρι τέλους τοῦ ἔτους. ΠΙΣΤΩΣΕΙΣ ΔΙ' ΕΡΓΑ ΤΩΝ ΠΑΡΑΜΕΘΟΡΙΩΝ ΑΘΗΝΑΙ, 5. — Κατὰ τὸ ὑπουργεῖον ἐπὶ τῇ βάσει τῶν σχετικῶν ἀποφάσεων ἐκδίδονται αἱ ἀποφάσεις διὰ τὴν ὁμαλὴν λειτουργίαν τῶν ὑπηρεσιῶν καὶ τὴν ἐφαρμογὴν τῶν μέτρων, τὰ ὁποῖα ἀνεκοινώθησαν χθὲς εἰς τὸν τύπον ὑπὸ τῶν ἀρμοδίων. Ἡ ἐπιτροπὴ συνεκλήθη πρὸς μελέτην τοῦ ζητήματος καὶ ἀπεφάσισε ὅπως ὑποβάλῃ τὰς προτάσεις της πρὸς τὴν κυβέρνησιν. Κατὰ πληροφορίας ἐξ ἐγκύρου πηγῆς, ἡ ἐκτέλεσις τῶν ἔργων θὰ ἀρχίσῃ ἐντὸς τοῦ μηνὸς καὶ θὰ περατωθῇ μέχρι τέλους τοῦ ἔτους. ΑΘΗΝΑΙ, 5. — Κατὰ τὸ ὑπουργεῖον ἐπὶ τῇ βάσει τῶν σχετικῶν ἀποφάσεων ἐκδίδονται αἱ ἀποφάσεις διὰ τὴν ὁμαλὴν λειτουργίαν τῶν ὑπηρεσιῶν καὶ τὴν ἐφαρμογὴν τῶν μέτρων, τὰ ὁποῖα ἀνεκοινώθησαν χθὲς εἰς τὸν τύπον ὑπὸ τῶν ἀρμοδίων. Ἡ ἐπιτροπὴ συνεκλήθη πρὸς μελέτην τοῦ ζητήματος καὶ ἀπεφάσισε ὅπως ὑποβάλῃ τὰς προτάσεις της πρὸς τὴν κυβέρνησιν. Κατὰ πληροφορίας ἐξ ἐγκύρου πηγῆς, ἡ ἐκτέλεσις τῶν ἔργων θὰ ἀρχίσῃ ἐντὸς τοῦ μηνὸς καὶ θὰ περατωθῇ μέχρι τέλους τοῦ ἔτους. ΑΙ ΕΡΓΑΤΙΚΑΙ ΕΙΔΗΣΕΙΣ ΑΘΗΝΑΙ, 5. — Κατὰ τὸ ὑπουργεῖον ἐπὶ τῇ βάσει τῶν σχετικῶν ἀποφάσεων ἐκδίδονται αἱ ἀποφάσεις διὰ τὴν ὁμαλὴν λειτουργίαν τῶν ὑπηρεσιῶν καὶ τὴν ἐφαρμογὴν τῶν μέτρων, τὰ ὁποῖα ἀνεκοινώθησαν χθὲς εἰς τὸν τύπον ὑπὸ τῶν ἀρμοδίων. Ἡ ἐπιτροπὴ συνεκλήθη πρὸς μελέτην τοῦ ζητήματος καὶ ἀπεφάσισε ὅπως ὑποβάλῃ τὰς προτάσεις της πρὸς τὴν κυβέρνησιν. Κατὰ πληροφορίας ἐξ ἐγκύρου πηγῆς, ἡ ἐκτέλεσις τῶν ἔργων θὰ ἀρχίσῃ ἐντὸς τοῦ μηνὸς καὶ θὰ περατωθῇ μέχρι τέλους τοῦ ἔτους. ΑΘΗΝΑΙ, 5. — Κατὰ τὸ ὑπουργεῖον ἐπὶ τῇ βάσει τῶν σχετικῶν ἀποφάσεων ἐκδίδονται αἱ ἀποφάσεις διὰ τὴν ὁμαλὴν λειτουργίαν τῶν ὑπηρεσιῶν καὶ τὴν ἐφαρμογὴν τῶν μέτρων, τὰ ὁποῖα ἀνεκοινώθησαν χθὲς εἰς τὸν τύπον ὑπὸ τῶν ἀρμοδίων. Ἡ ἐπιτροπὴ συνεκλήθη πρὸς μελέτην τοῦ ζητήματος καὶ ἀπεφάσισε ὅπως ὑποβάλῃ τὰς προτάσεις της πρὸς τὴν κυβέρνησιν. Κατὰ πληροφορίας ἐξ ἐγκύρου πηγῆς, ἡ ἐκτέλεσις τῶν ἔργων θὰ ἀρχίσῃ ἐντὸς τοῦ μηνὸς καὶ θὰ περατωθῇ μέχρι τέλους τοῦ ἔτους. ΕΠΑΡΧΙΑΚΑΙ ΕΙΔΗΣΕΙΣ ΑΠΟ ΤΗΝ ΕΔΕΣΣΑΝ ΑΘΗΝΑΙ, 5. — Κατὰ τὸ ὑπουργεῖον ἐπὶ τῇ βάσει τῶν σχετικῶν ἀποφάσεων ἐκδίδονται αἱ ἀποφάσεις διὰ τὴν ὁμαλὴν λειτουργίαν τῶν ὑπηρεσιῶν καὶ τὴν ἐφαρμογὴν τῶν μέτρων, τὰ ὁποῖα ἀνεκοινώθησαν χθὲς εἰς τὸν τύπον ὑπὸ τῶν ἀρμοδίων. Ἡ ἐπιτροπὴ συνεκλήθη πρὸς μελέτην τοῦ ζητήματος καὶ ἀπεφάσισε ὅπως ὑποβάλῃ τὰς προτάσεις της πρὸς τὴν κυβέρνησιν. Κατὰ πληροφορίας ἐξ ἐγκύρου πηγῆς, ἡ ἐκτέλεσις τῶν ἔργων θὰ ἀρχίσῃ ἐντὸς τοῦ μηνὸς καὶ θὰ περατωθῇ μέχρι τέλους τοῦ ἔτους. ΑΠΟ ΤΑ ΚΟΥΦΑΛΙΑ ΑΘΗΝΑΙ, 5. — Κατὰ τὸ ὑπουργεῖον ἐπὶ τῇ βάσει τῶν σχετικῶν ἀποφάσεων ἐκδίδονται αἱ ἀποφάσεις διὰ τὴν ὁμαλὴν λειτουργίαν τῶν ὑπηρεσιῶν καὶ τὴν ἐφαρμογὴν τῶν μέτρων, τὰ ὁποῖα ἀνεκοινώθησαν χθὲς εἰς τὸν τύπον ὑπὸ τῶν ἀρμοδίων. Ἡ ἐπιτροπὴ συνεκλήθη πρὸς μελέτην τοῦ ζητήματος καὶ ἀπεφάσισε ὅπως ὑποβάλῃ τὰς προτάσεις της πρὸς τὴν κυβέρνησιν. Κατὰ πληροφορίας ἐξ ἐγκύρου πηγῆς, ἡ ἐκτέλεσις τῶν ἔργων θὰ ἀρχίσῃ ἐντὸς τοῦ μηνὸς καὶ θὰ περατωθῇ μέχρι τέλους τοῦ ἔτους. ΑΠΟ ΤΑΣ ΣΕΡΡΑΣ ΑΘΗΝΑΙ, 5. — Κατὰ τὸ ὑπουργεῖον ἐπὶ τῇ βάσει τῶν σχετικῶν ἀποφάσεων ἐκδίδονται αἱ ἀποφάσεις διὰ τὴν ὁμαλὴν λειτουργίαν τῶν ὑπηρεσιῶν καὶ τὴν ἐφαρμογὴν τῶν μέτρων, τὰ ὁποῖα ἀνεκοινώθησαν χθὲς εἰς τὸν τύπον ὑπὸ τῶν ἀρμοδίων. Ἡ ἐπιτροπὴ συνεκλήθη πρὸς μελέτην τοῦ ζητήματος καὶ ἀπεφάσισε ὅπως ὑποβάλῃ τὰς προτάσεις της πρὸς τὴν κυβέρνησιν. Κατὰ πληροφορίας ἐξ ἐγκύρου πηγῆς, ἡ ἐκτέλεσις τῶν ἔργων θὰ ἀρχίσῃ ἐντὸς τοῦ μηνὸς καὶ θὰ περατωθῇ μέχρι τέλους τοῦ ἔτους. ΑΠΟ ΤΗΝ ΞΑΝΘΗΝ ΑΘΗΝΑΙ, 5. — Κατὰ τὸ ὑπουργεῖον ἐπὶ τῇ βάσει τῶν σχετικῶν ἀποφάσεων ἐκδίδονται αἱ ἀποφάσεις διὰ τὴν ὁμαλὴν λειτουργίαν τῶν ὑπηρεσιῶν καὶ τὴν ἐφαρμογὴν τῶν μέτρων, τὰ ὁποῖα ἀνεκοινώθησαν χθὲς εἰς τὸν τύπον ὑπὸ τῶν ἀρμοδίων. Ἡ ἐπιτροπὴ συνεκλήθη πρὸς μελέτην τοῦ ζητήματος καὶ ἀπεφάσισε ὅπως ὑποβάλῃ τὰς προτάσεις της πρὸς τὴν κυβέρνησιν. Κατὰ πληροφορίας ἐξ ἐγκύρου πηγῆς, ἡ ἐκτέλεσις τῶν ἔργων θὰ ἀρχίσῃ ἐντὸς τοῦ μηνὸς καὶ θὰ περατωθῇ μέχρι τέλους τοῦ ἔτους.	[494, 8, 807, 2576]
price-cell: 249,00	[927, 1067, 955, 1077]
